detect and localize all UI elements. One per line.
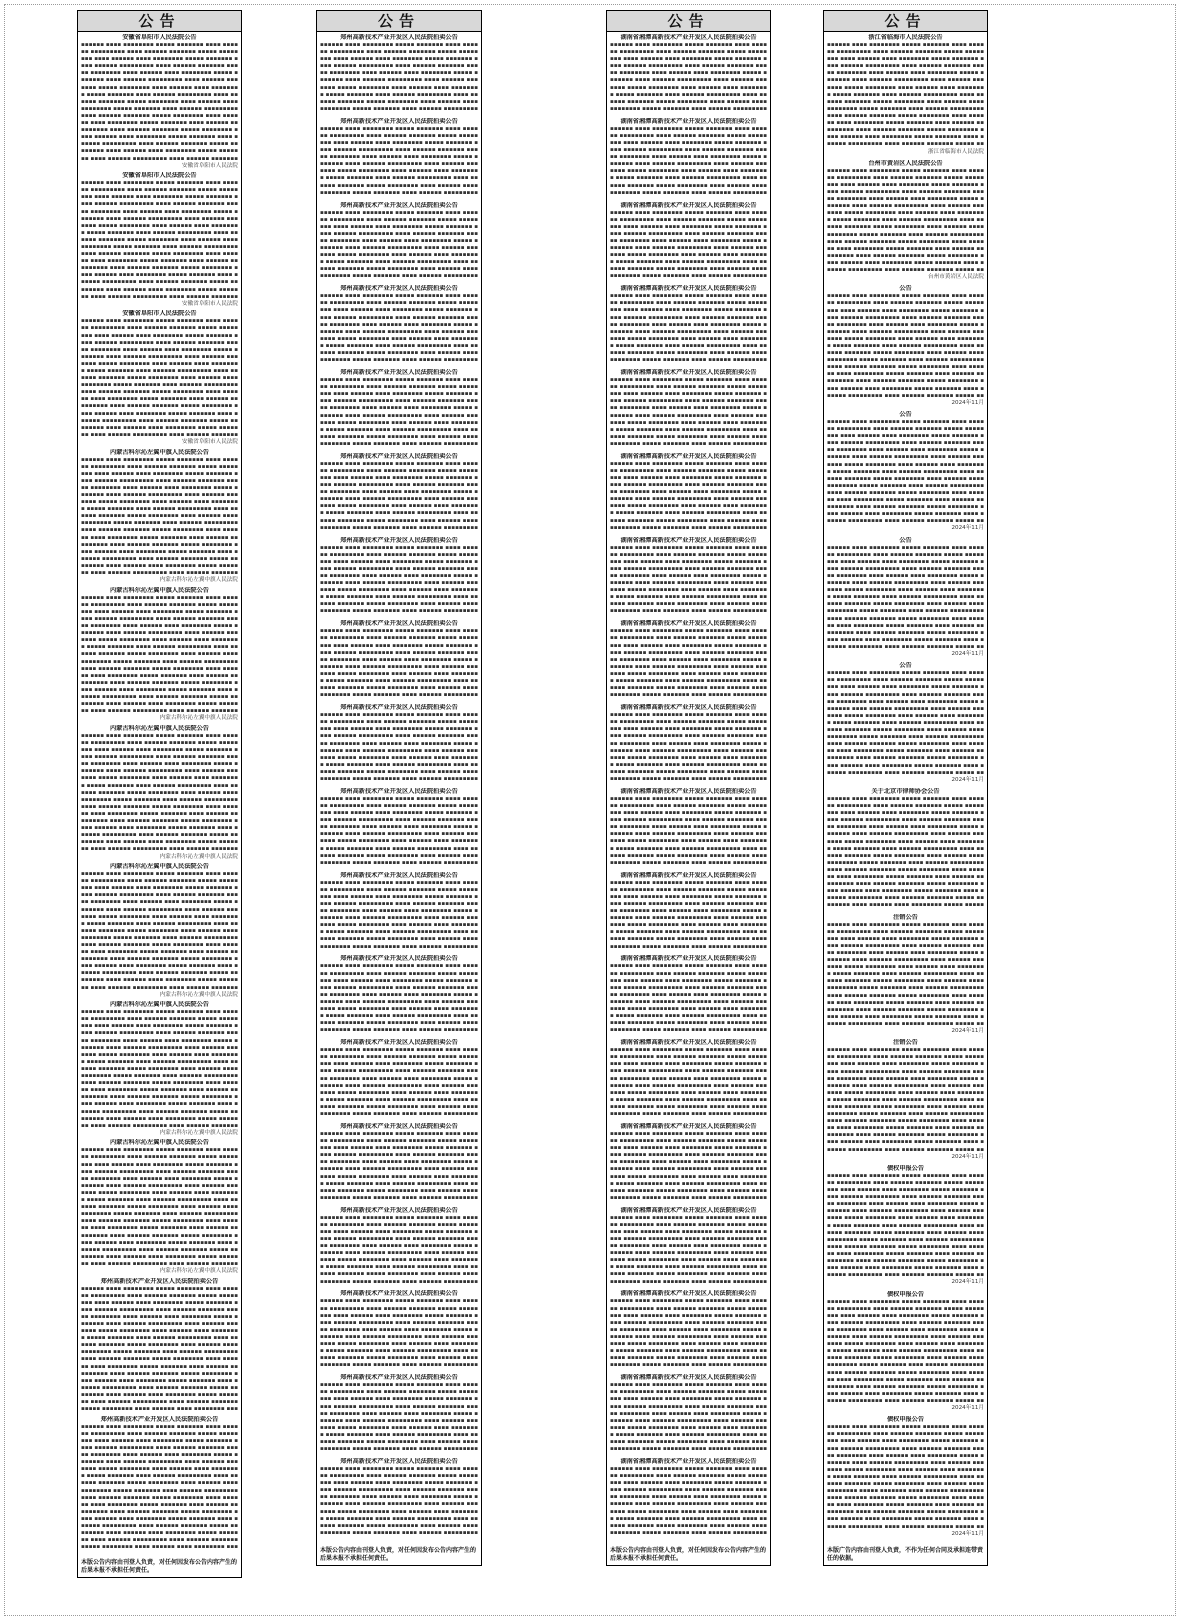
notice-body-text: ▪▪▪▪▪▪ ▪▪▪▪ ▪▪▪▪▪▪▪▪ ▪▪▪▪▪ ▪▪▪▪▪▪▪ ▪▪▪▪ ▪▪▪▪▪▪ ▪▪▪▪▪▪▪▪▪ ▪▪▪▪ ▪▪▪▪▪▪ ▪▪▪▪▪▪▪ ▪▪▪▪▪ ▪▪▪▪▪▪▪▪ ▪▪▪▪ ▪▪▪▪▪▪ ▪▪▪▪ ▪▪▪▪▪▪▪▪ ▪▪▪▪▪ ▪▪▪▪▪▪▪ ▪▪▪▪ ▪▪▪▪▪▪ ▪▪▪▪▪▪▪▪▪ ▪▪▪▪ ▪▪▪▪▪▪ ▪▪▪▪▪▪▪ ▪▪▪▪▪ ▪▪▪▪▪▪▪▪ ▪▪▪▪ ▪▪▪▪▪▪ ▪▪▪▪ ▪▪▪▪▪▪▪▪ ▪▪▪▪▪ ▪▪▪▪▪▪▪ ▪▪▪▪ ▪▪▪▪▪▪ ▪▪▪▪▪▪▪▪▪ ▪▪▪▪ ▪▪▪▪▪▪ ▪▪▪▪▪▪▪ ▪▪▪▪▪ ▪▪▪▪▪▪▪▪ ▪▪▪▪ ▪▪▪▪▪▪ ▪▪▪▪ ▪▪▪▪▪▪▪▪ ▪▪▪▪▪ ▪▪▪▪▪▪▪ ▪▪▪▪ ▪▪▪▪▪▪ ▪▪▪▪▪▪▪▪▪ ▪▪▪▪ ▪▪▪▪▪▪ ▪▪▪▪▪▪▪ ▪▪▪▪▪ ▪▪▪▪▪▪▪▪ ▪▪▪▪ ▪▪▪▪▪▪ ▪▪▪▪ ▪▪▪▪▪▪▪▪ ▪▪▪▪▪ ▪▪▪▪▪▪▪ ▪▪▪▪ ▪▪▪▪▪▪ ▪▪▪▪▪▪▪▪▪ — [610, 377, 767, 447]
notice-signature: 内蒙古科尔沁左翼中旗人民法院 — [159, 1129, 238, 1136]
notice-body-text: ▪▪▪▪▪▪ ▪▪▪▪ ▪▪▪▪▪▪▪▪ ▪▪▪▪▪ ▪▪▪▪▪▪▪ ▪▪▪▪ ▪▪▪▪▪▪ ▪▪▪▪▪▪▪▪▪ ▪▪▪▪ ▪▪▪▪▪▪ ▪▪▪▪▪▪▪ ▪▪▪▪▪ ▪▪▪▪▪▪▪▪ ▪▪▪▪ ▪▪▪▪▪▪ ▪▪▪▪ ▪▪▪▪▪▪▪▪ ▪▪▪▪▪ ▪▪▪▪▪▪▪ ▪▪▪▪ ▪▪▪▪▪▪ ▪▪▪▪▪▪▪▪▪ ▪▪▪▪ ▪▪▪▪▪▪ ▪▪▪▪▪▪▪ ▪▪▪▪▪ ▪▪▪▪▪▪▪▪ ▪▪▪▪ ▪▪▪▪▪▪ ▪▪▪▪ ▪▪▪▪▪▪▪▪ ▪▪▪▪▪ ▪▪▪▪▪▪▪ ▪▪▪▪ ▪▪▪▪▪▪ ▪▪▪▪▪▪▪▪▪ ▪▪▪▪ ▪▪▪▪▪▪ ▪▪▪▪▪▪▪ ▪▪▪▪▪ ▪▪▪▪▪▪▪▪ ▪▪▪▪ ▪▪▪▪▪▪ ▪▪▪▪ ▪▪▪▪▪▪▪▪ ▪▪▪▪▪ ▪▪▪▪▪▪▪ ▪▪▪▪ ▪▪▪▪▪▪ ▪▪▪▪▪▪▪▪▪ ▪▪▪▪ ▪▪▪▪▪▪ ▪▪▪▪▪▪▪ ▪▪▪▪▪ ▪▪▪▪▪▪▪▪ ▪▪▪▪ ▪▪▪▪▪▪ ▪▪▪▪ ▪▪▪▪▪▪▪▪ ▪▪▪▪▪ ▪▪▪▪▪▪▪ ▪▪▪▪ ▪▪▪▪▪▪ ▪▪▪▪▪▪▪▪▪ — [610, 1466, 767, 1536]
notice-body-text: ▪▪▪▪▪▪ ▪▪▪▪ ▪▪▪▪▪▪▪▪ ▪▪▪▪▪ ▪▪▪▪▪▪▪ ▪▪▪▪ ▪▪▪▪▪▪ ▪▪▪▪▪▪▪▪▪ ▪▪▪▪ ▪▪▪▪▪▪ ▪▪▪▪▪▪▪ ▪▪▪▪▪ ▪▪▪▪▪▪▪▪ ▪▪▪▪ ▪▪▪▪▪▪ ▪▪▪▪ ▪▪▪▪▪▪▪▪ ▪▪▪▪▪ ▪▪▪▪▪▪▪ ▪▪▪▪ ▪▪▪▪▪▪ ▪▪▪▪▪▪▪▪▪ ▪▪▪▪ ▪▪▪▪▪▪ ▪▪▪▪▪▪▪ ▪▪▪▪▪ ▪▪▪▪▪▪▪▪ ▪▪▪▪ ▪▪▪▪▪▪ ▪▪▪▪ ▪▪▪▪▪▪▪▪ ▪▪▪▪▪ ▪▪▪▪▪▪▪ ▪▪▪▪ ▪▪▪▪▪▪ ▪▪▪▪▪▪▪▪▪ ▪▪▪▪ ▪▪▪▪▪▪ ▪▪▪▪▪▪▪ ▪▪▪▪▪ ▪▪▪▪▪▪▪▪ ▪▪▪▪ ▪▪▪▪▪▪ ▪▪▪▪ ▪▪▪▪▪▪▪▪ ▪▪▪▪▪ ▪▪▪▪▪▪▪ ▪▪▪▪ ▪▪▪▪▪▪ ▪▪▪▪▪▪▪▪▪ ▪▪▪▪ ▪▪▪▪▪▪ ▪▪▪▪▪▪▪ ▪▪▪▪▪ ▪▪▪▪▪▪▪▪ ▪▪▪▪ ▪▪▪▪▪▪ ▪▪▪▪ ▪▪▪▪▪▪▪▪ ▪▪▪▪▪ ▪▪▪▪▪▪▪ ▪▪▪▪ ▪▪▪▪▪▪ ▪▪▪▪▪▪▪▪▪ ▪▪▪▪ ▪▪▪▪▪▪ ▪▪▪▪▪▪▪ ▪▪▪▪▪ ▪▪▪▪▪▪▪▪ ▪▪▪▪ ▪▪▪▪▪▪ ▪▪▪▪ ▪▪▪▪▪▪▪▪ ▪▪▪▪▪ ▪▪▪▪▪▪▪ ▪▪▪▪ ▪▪▪▪▪▪ ▪▪▪▪▪▪▪▪▪ ▪▪▪▪ ▪▪▪▪▪▪ ▪▪▪▪▪▪▪ ▪▪▪▪▪ ▪▪▪▪▪▪▪▪ ▪▪▪▪ ▪▪▪▪▪▪ ▪▪▪▪ ▪▪▪▪▪▪▪▪ ▪▪▪▪▪ ▪▪▪▪▪▪▪ ▪▪▪▪ ▪▪▪▪▪▪ ▪▪▪▪▪▪▪▪▪ ▪▪▪▪ ▪▪▪▪▪▪ ▪▪▪▪▪▪▪ ▪▪▪▪▪ ▪▪▪▪▪▪▪▪ ▪▪▪▪ ▪▪▪▪▪▪ ▪▪▪▪ ▪▪▪▪▪▪▪▪ ▪▪▪▪▪ ▪▪▪▪▪▪▪ ▪▪▪▪ ▪▪▪▪▪▪ ▪▪▪▪▪▪▪▪▪ ▪▪▪▪ ▪▪▪▪▪▪ ▪▪▪▪▪▪▪ — [81, 42, 238, 162]
notice-signature: 2024年11月 — [951, 1405, 984, 1412]
notice-signature: 2024年11月 — [951, 651, 984, 658]
column-disclaimer: 本版公告内容由刊登人负责，对任何因发布公告内容产生的后果本报不承担任何责任。 — [610, 1547, 767, 1562]
notice-body-text: ▪▪▪▪▪▪ ▪▪▪▪ ▪▪▪▪▪▪▪▪ ▪▪▪▪▪ ▪▪▪▪▪▪▪ ▪▪▪▪ ▪▪▪▪▪▪ ▪▪▪▪▪▪▪▪▪ ▪▪▪▪ ▪▪▪▪▪▪ ▪▪▪▪▪▪▪ ▪▪▪▪▪ ▪▪▪▪▪▪▪▪ ▪▪▪▪ ▪▪▪▪▪▪ ▪▪▪▪ ▪▪▪▪▪▪▪▪ ▪▪▪▪▪ ▪▪▪▪▪▪▪ ▪▪▪▪ ▪▪▪▪▪▪ ▪▪▪▪▪▪▪▪▪ ▪▪▪▪ ▪▪▪▪▪▪ ▪▪▪▪▪▪▪ ▪▪▪▪▪ ▪▪▪▪▪▪▪▪ ▪▪▪▪ ▪▪▪▪▪▪ ▪▪▪▪ ▪▪▪▪▪▪▪▪ ▪▪▪▪▪ ▪▪▪▪▪▪▪ ▪▪▪▪ ▪▪▪▪▪▪ ▪▪▪▪▪▪▪▪▪ ▪▪▪▪ ▪▪▪▪▪▪ ▪▪▪▪▪▪▪ ▪▪▪▪▪ ▪▪▪▪▪▪▪▪ ▪▪▪▪ ▪▪▪▪▪▪ ▪▪▪▪ ▪▪▪▪▪▪▪▪ ▪▪▪▪▪ ▪▪▪▪▪▪▪ ▪▪▪▪ ▪▪▪▪▪▪ ▪▪▪▪▪▪▪▪▪ ▪▪▪▪ ▪▪▪▪▪▪ ▪▪▪▪▪▪▪ ▪▪▪▪▪ ▪▪▪▪▪▪▪▪ ▪▪▪▪ ▪▪▪▪▪▪ ▪▪▪▪ ▪▪▪▪▪▪▪▪ ▪▪▪▪▪ ▪▪▪▪▪▪▪ ▪▪▪▪ ▪▪▪▪▪▪ ▪▪▪▪▪▪▪▪▪ — [610, 795, 767, 866]
notice-item — [320, 872, 478, 954]
notice-body-text: ▪▪▪▪▪▪ ▪▪▪▪ ▪▪▪▪▪▪▪▪ ▪▪▪▪▪ ▪▪▪▪▪▪▪ ▪▪▪▪ ▪▪▪▪▪▪ ▪▪▪▪▪▪▪▪▪ ▪▪▪▪ ▪▪▪▪▪▪ ▪▪▪▪▪▪▪ ▪▪▪▪▪ ▪▪▪▪▪▪▪▪ ▪▪▪▪ ▪▪▪▪▪▪ ▪▪▪▪ ▪▪▪▪▪▪▪▪ ▪▪▪▪▪ ▪▪▪▪▪▪▪ ▪▪▪▪ ▪▪▪▪▪▪ ▪▪▪▪▪▪▪▪▪ ▪▪▪▪ ▪▪▪▪▪▪ ▪▪▪▪▪▪▪ ▪▪▪▪▪ ▪▪▪▪▪▪▪▪ ▪▪▪▪ ▪▪▪▪▪▪ ▪▪▪▪ ▪▪▪▪▪▪▪▪ ▪▪▪▪▪ ▪▪▪▪▪▪▪ ▪▪▪▪ ▪▪▪▪▪▪ ▪▪▪▪▪▪▪▪▪ ▪▪▪▪ ▪▪▪▪▪▪ ▪▪▪▪▪▪▪ ▪▪▪▪▪ ▪▪▪▪▪▪▪▪ ▪▪▪▪ ▪▪▪▪▪▪ ▪▪▪▪ ▪▪▪▪▪▪▪▪ ▪▪▪▪▪ ▪▪▪▪▪▪▪ ▪▪▪▪ ▪▪▪▪▪▪ ▪▪▪▪▪▪▪▪▪ ▪▪▪▪ ▪▪▪▪▪▪ ▪▪▪▪▪▪▪ ▪▪▪▪▪ ▪▪▪▪▪▪▪▪ ▪▪▪▪ ▪▪▪▪▪▪ ▪▪▪▪ ▪▪▪▪▪▪▪▪ ▪▪▪▪▪ ▪▪▪▪▪▪▪ ▪▪▪▪ ▪▪▪▪▪▪ ▪▪▪▪▪▪▪▪▪ — [320, 1466, 478, 1536]
notice-heading: 湖南省湘潭高新技术产业开发区人民法院拍卖公告 — [620, 1458, 757, 1466]
notice-heading: 安徽省阜阳市人民法院公告 — [122, 34, 197, 41]
notice-heading: 公告 — [899, 410, 912, 418]
notice-heading: 郑州高新技术产业开发区人民法院拍卖公告 — [340, 1458, 458, 1466]
notice-item — [81, 1001, 238, 1137]
notice-item — [320, 1207, 478, 1289]
notice-item — [320, 955, 478, 1037]
notice-signature: 2024年11月 — [951, 525, 984, 532]
notice-heading: 内蒙古科尔沁左翼中旗人民法院公告 — [110, 448, 209, 456]
notice-heading: 郑州高新技术产业开发区人民法院拍卖公告 — [340, 201, 458, 209]
notice-item — [610, 1207, 767, 1289]
notice-body-text: ▪▪▪▪▪▪ ▪▪▪▪ ▪▪▪▪▪▪▪▪ ▪▪▪▪▪ ▪▪▪▪▪▪▪ ▪▪▪▪ ▪▪▪▪▪▪ ▪▪▪▪▪▪▪▪▪ ▪▪▪▪ ▪▪▪▪▪▪ ▪▪▪▪▪▪▪ ▪▪▪▪▪ ▪▪▪▪▪▪▪▪ ▪▪▪▪ ▪▪▪▪▪▪ ▪▪▪▪ ▪▪▪▪▪▪▪▪ ▪▪▪▪▪ ▪▪▪▪▪▪▪ ▪▪▪▪ ▪▪▪▪▪▪ ▪▪▪▪▪▪▪▪▪ ▪▪▪▪ ▪▪▪▪▪▪ ▪▪▪▪▪▪▪ ▪▪▪▪▪ ▪▪▪▪▪▪▪▪ ▪▪▪▪ ▪▪▪▪▪▪ ▪▪▪▪ ▪▪▪▪▪▪▪▪ ▪▪▪▪▪ ▪▪▪▪▪▪▪ ▪▪▪▪ ▪▪▪▪▪▪ ▪▪▪▪▪▪▪▪▪ ▪▪▪▪ ▪▪▪▪▪▪ ▪▪▪▪▪▪▪ ▪▪▪▪▪ ▪▪▪▪▪▪▪▪ ▪▪▪▪ ▪▪▪▪▪▪ ▪▪▪▪ ▪▪▪▪▪▪▪▪ ▪▪▪▪▪ ▪▪▪▪▪▪▪ ▪▪▪▪ ▪▪▪▪▪▪ ▪▪▪▪▪▪▪▪▪ ▪▪▪▪ ▪▪▪▪▪▪ ▪▪▪▪▪▪▪ ▪▪▪▪▪ ▪▪▪▪▪▪▪▪ ▪▪▪▪ ▪▪▪▪▪▪ ▪▪▪▪ ▪▪▪▪▪▪▪▪ ▪▪▪▪▪ ▪▪▪▪▪▪▪ ▪▪▪▪ ▪▪▪▪▪▪ ▪▪▪▪▪▪▪▪▪ ▪▪▪▪ ▪▪▪▪▪▪ ▪▪▪▪▪▪▪ ▪▪▪▪▪ ▪▪▪▪▪▪▪▪ ▪▪▪▪ ▪▪▪▪▪▪ ▪▪▪▪ ▪▪▪▪▪▪▪▪ ▪▪▪▪▪ ▪▪▪▪▪▪▪ ▪▪▪▪ ▪▪▪▪▪▪ ▪▪▪▪▪▪▪▪▪ ▪▪▪▪ ▪▪▪▪▪▪ ▪▪▪▪▪▪▪ ▪▪▪▪▪ ▪▪▪▪▪▪▪▪ ▪▪▪▪ ▪▪▪▪▪▪ ▪▪▪▪ ▪▪▪▪▪▪▪▪ ▪▪▪▪▪ ▪▪▪▪▪▪▪ ▪▪▪▪ ▪▪▪▪▪▪ ▪▪▪▪▪▪▪▪▪ ▪▪▪▪ ▪▪▪▪▪▪ ▪▪▪▪▪▪▪ ▪▪▪▪▪ ▪▪▪▪▪▪▪▪ ▪▪▪▪ ▪▪▪▪▪▪ ▪▪▪▪ ▪▪▪▪▪▪▪▪ ▪▪▪▪▪ ▪▪▪▪▪▪▪ ▪▪▪▪ ▪▪▪▪▪▪ ▪▪▪▪▪▪▪▪▪ ▪▪▪▪ ▪▪▪▪▪▪ ▪▪▪▪▪▪▪ — [81, 1009, 238, 1129]
notice-body-text: ▪▪▪▪▪▪ ▪▪▪▪ ▪▪▪▪▪▪▪▪ ▪▪▪▪▪ ▪▪▪▪▪▪▪ ▪▪▪▪ ▪▪▪▪▪▪ ▪▪▪▪▪▪▪▪▪ ▪▪▪▪ ▪▪▪▪▪▪ ▪▪▪▪▪▪▪ ▪▪▪▪▪ ▪▪▪▪▪▪▪▪ ▪▪▪▪ ▪▪▪▪▪▪ ▪▪▪▪ ▪▪▪▪▪▪▪▪ ▪▪▪▪▪ ▪▪▪▪▪▪▪ ▪▪▪▪ ▪▪▪▪▪▪ ▪▪▪▪▪▪▪▪▪ ▪▪▪▪ ▪▪▪▪▪▪ ▪▪▪▪▪▪▪ ▪▪▪▪▪ ▪▪▪▪▪▪▪▪ ▪▪▪▪ ▪▪▪▪▪▪ ▪▪▪▪ ▪▪▪▪▪▪▪▪ ▪▪▪▪▪ ▪▪▪▪▪▪▪ ▪▪▪▪ ▪▪▪▪▪▪ ▪▪▪▪▪▪▪▪▪ ▪▪▪▪ ▪▪▪▪▪▪ ▪▪▪▪▪▪▪ ▪▪▪▪▪ ▪▪▪▪▪▪▪▪ ▪▪▪▪ ▪▪▪▪▪▪ ▪▪▪▪ ▪▪▪▪▪▪▪▪ ▪▪▪▪▪ ▪▪▪▪▪▪▪ ▪▪▪▪ ▪▪▪▪▪▪ ▪▪▪▪▪▪▪▪▪ ▪▪▪▪ ▪▪▪▪▪▪ ▪▪▪▪▪▪▪ ▪▪▪▪▪ ▪▪▪▪▪▪▪▪ ▪▪▪▪ ▪▪▪▪▪▪ ▪▪▪▪ ▪▪▪▪▪▪▪▪ ▪▪▪▪▪ ▪▪▪▪▪▪▪ ▪▪▪▪ ▪▪▪▪▪▪ ▪▪▪▪▪▪▪▪▪ ▪▪▪▪ ▪▪▪▪▪▪ ▪▪▪▪▪▪▪ ▪▪▪▪▪ ▪▪▪▪▪▪▪▪ ▪▪▪▪ ▪▪▪▪▪▪ ▪▪▪▪ ▪▪▪▪▪▪▪▪ ▪▪▪▪▪ ▪▪▪▪▪▪▪ ▪▪▪▪ ▪▪▪▪▪▪ ▪▪▪▪▪▪▪▪▪ ▪▪▪▪ ▪▪▪▪▪▪ ▪▪▪▪▪▪▪ ▪▪▪▪▪ ▪▪▪▪▪▪▪▪ ▪▪▪▪ ▪▪▪▪▪▪ ▪▪▪▪ ▪▪▪▪▪▪▪▪ ▪▪▪▪▪ ▪▪▪▪▪▪▪ ▪▪▪▪ ▪▪▪▪▪▪ ▪▪▪▪▪▪▪▪▪ ▪▪▪▪ ▪▪▪▪▪▪ ▪▪▪▪▪▪▪ ▪▪▪▪▪ ▪▪ — [827, 1424, 984, 1530]
notice-item — [610, 453, 767, 535]
notice-item — [320, 118, 478, 200]
notice-body-text: ▪▪▪▪▪▪ ▪▪▪▪ ▪▪▪▪▪▪▪▪ ▪▪▪▪▪ ▪▪▪▪▪▪▪ ▪▪▪▪ ▪▪▪▪▪▪ ▪▪▪▪▪▪▪▪▪ ▪▪▪▪ ▪▪▪▪▪▪ ▪▪▪▪▪▪▪ ▪▪▪▪▪ ▪▪▪▪▪▪▪▪ ▪▪▪▪ ▪▪▪▪▪▪ ▪▪▪▪ ▪▪▪▪▪▪▪▪ ▪▪▪▪▪ ▪▪▪▪▪▪▪ ▪▪▪▪ ▪▪▪▪▪▪ ▪▪▪▪▪▪▪▪▪ ▪▪▪▪ ▪▪▪▪▪▪ ▪▪▪▪▪▪▪ ▪▪▪▪▪ ▪▪▪▪▪▪▪▪ ▪▪▪▪ ▪▪▪▪▪▪ ▪▪▪▪ ▪▪▪▪▪▪▪▪ ▪▪▪▪▪ ▪▪▪▪▪▪▪ ▪▪▪▪ ▪▪▪▪▪▪ ▪▪▪▪▪▪▪▪▪ ▪▪▪▪ ▪▪▪▪▪▪ ▪▪▪▪▪▪▪ ▪▪▪▪▪ ▪▪▪▪▪▪▪▪ ▪▪▪▪ ▪▪▪▪▪▪ ▪▪▪▪ ▪▪▪▪▪▪▪▪ ▪▪▪▪▪ ▪▪▪▪▪▪▪ ▪▪▪▪ ▪▪▪▪▪▪ ▪▪▪▪▪▪▪▪▪ ▪▪▪▪ ▪▪▪▪▪▪ ▪▪▪▪▪▪▪ ▪▪▪▪▪ ▪▪▪▪▪▪▪▪ ▪▪▪▪ ▪▪▪▪▪▪ ▪▪▪▪ ▪▪▪▪▪▪▪▪ ▪▪▪▪▪ ▪▪▪▪▪▪▪ ▪▪▪▪ ▪▪▪▪▪▪ ▪▪▪▪▪▪▪▪▪ ▪▪▪▪ ▪▪▪▪▪▪ ▪▪▪▪▪▪▪ ▪▪▪▪▪ ▪▪▪▪▪▪▪▪ ▪▪▪▪ ▪▪▪▪▪▪ ▪▪▪▪ ▪▪▪▪▪▪▪▪ ▪▪▪▪▪ ▪▪▪▪▪▪▪ ▪▪▪▪ ▪▪▪▪▪▪ ▪▪▪▪▪▪▪▪▪ ▪▪▪▪ ▪▪▪▪▪▪ ▪▪▪▪▪▪▪ ▪▪▪▪▪ ▪▪▪▪▪▪▪▪ ▪▪▪▪ ▪▪▪▪▪▪ ▪▪▪▪ ▪▪▪▪▪▪▪▪ ▪▪▪▪▪ ▪▪▪▪▪▪▪ ▪▪▪▪ ▪▪▪▪▪▪ ▪▪▪▪▪▪▪▪▪ ▪▪▪▪ ▪▪▪▪▪▪ ▪▪▪▪▪▪▪ ▪▪▪▪▪ ▪▪ — [827, 1298, 984, 1404]
notice-item — [827, 411, 984, 535]
notice-body-text: ▪▪▪▪▪▪ ▪▪▪▪ ▪▪▪▪▪▪▪▪ ▪▪▪▪▪ ▪▪▪▪▪▪▪ ▪▪▪▪ ▪▪▪▪▪▪ ▪▪▪▪▪▪▪▪▪ ▪▪▪▪ ▪▪▪▪▪▪ ▪▪▪▪▪▪▪ ▪▪▪▪▪ ▪▪▪▪▪▪▪▪ ▪▪▪▪ ▪▪▪▪▪▪ ▪▪▪▪ ▪▪▪▪▪▪▪▪ ▪▪▪▪▪ ▪▪▪▪▪▪▪ ▪▪▪▪ ▪▪▪▪▪▪ ▪▪▪▪▪▪▪▪▪ ▪▪▪▪ ▪▪▪▪▪▪ ▪▪▪▪▪▪▪ ▪▪▪▪▪ ▪▪▪▪▪▪▪▪ ▪▪▪▪ ▪▪▪▪▪▪ ▪▪▪▪ ▪▪▪▪▪▪▪▪ ▪▪▪▪▪ ▪▪▪▪▪▪▪ ▪▪▪▪ ▪▪▪▪▪▪ ▪▪▪▪▪▪▪▪▪ ▪▪▪▪ ▪▪▪▪▪▪ ▪▪▪▪▪▪▪ ▪▪▪▪▪ ▪▪▪▪▪▪▪▪ ▪▪▪▪ ▪▪▪▪▪▪ ▪▪▪▪ ▪▪▪▪▪▪▪▪ ▪▪▪▪▪ ▪▪▪▪▪▪▪ ▪▪▪▪ ▪▪▪▪▪▪ ▪▪▪▪▪▪▪▪▪ ▪▪▪▪ ▪▪▪▪▪▪ ▪▪▪▪▪▪▪ ▪▪▪▪▪ ▪▪▪▪▪▪▪▪ ▪▪▪▪ ▪▪▪▪▪▪ ▪▪▪▪ ▪▪▪▪▪▪▪▪ ▪▪▪▪▪ ▪▪▪▪▪▪▪ ▪▪▪▪ ▪▪▪▪▪▪ ▪▪▪▪▪▪▪▪▪ ▪▪▪▪ ▪▪▪▪▪▪ ▪▪▪▪▪▪▪ ▪▪▪▪▪ ▪▪▪▪▪▪▪▪ ▪▪▪▪ ▪▪▪▪▪▪ ▪▪▪▪ ▪▪▪▪▪▪▪▪ ▪▪▪▪▪ ▪▪▪▪▪▪▪ ▪▪▪▪ ▪▪▪▪▪▪ ▪▪▪▪▪▪▪▪▪ ▪▪▪▪ ▪▪▪▪▪▪ ▪▪▪▪▪▪▪ ▪▪▪▪▪ ▪▪▪▪▪▪▪▪ ▪▪▪▪ ▪▪▪▪▪▪ ▪▪▪▪ ▪▪▪▪▪▪▪▪ ▪▪▪▪▪ ▪▪▪▪▪▪▪ ▪▪▪▪ ▪▪▪▪▪▪ ▪▪▪▪▪▪▪▪▪ ▪▪▪▪ ▪▪▪▪▪▪ ▪▪▪▪▪▪▪ ▪▪▪▪▪ ▪▪ — [827, 1172, 984, 1279]
notice-item — [610, 285, 767, 367]
notice-body-text: ▪▪▪▪▪▪ ▪▪▪▪ ▪▪▪▪▪▪▪▪ ▪▪▪▪▪ ▪▪▪▪▪▪▪ ▪▪▪▪ ▪▪▪▪▪▪ ▪▪▪▪▪▪▪▪▪ ▪▪▪▪ ▪▪▪▪▪▪ ▪▪▪▪▪▪▪ ▪▪▪▪▪ ▪▪▪▪▪▪▪▪ ▪▪▪▪ ▪▪▪▪▪▪ ▪▪▪▪ ▪▪▪▪▪▪▪▪ ▪▪▪▪▪ ▪▪▪▪▪▪▪ ▪▪▪▪ ▪▪▪▪▪▪ ▪▪▪▪▪▪▪▪▪ ▪▪▪▪ ▪▪▪▪▪▪ ▪▪▪▪▪▪▪ ▪▪▪▪▪ ▪▪▪▪▪▪▪▪ ▪▪▪▪ ▪▪▪▪▪▪ ▪▪▪▪ ▪▪▪▪▪▪▪▪ ▪▪▪▪▪ ▪▪▪▪▪▪▪ ▪▪▪▪ ▪▪▪▪▪▪ ▪▪▪▪▪▪▪▪▪ ▪▪▪▪ ▪▪▪▪▪▪ ▪▪▪▪▪▪▪ ▪▪▪▪▪ ▪▪▪▪▪▪▪▪ ▪▪▪▪ ▪▪▪▪▪▪ ▪▪▪▪ ▪▪▪▪▪▪▪▪ ▪▪▪▪▪ ▪▪▪▪▪▪▪ ▪▪▪▪ ▪▪▪▪▪▪ ▪▪▪▪▪▪▪▪▪ ▪▪▪▪ ▪▪▪▪▪▪ ▪▪▪▪▪▪▪ ▪▪▪▪▪ ▪▪▪▪▪▪▪▪ ▪▪▪▪ ▪▪▪▪▪▪ ▪▪▪▪ ▪▪▪▪▪▪▪▪ ▪▪▪▪▪ ▪▪▪▪▪▪▪ ▪▪▪▪ ▪▪▪▪▪▪ ▪▪▪▪▪▪▪▪▪ — [610, 1214, 767, 1285]
notice-body-text: ▪▪▪▪▪▪ ▪▪▪▪ ▪▪▪▪▪▪▪▪ ▪▪▪▪▪ ▪▪▪▪▪▪▪ ▪▪▪▪ ▪▪▪▪▪▪ ▪▪▪▪▪▪▪▪▪ ▪▪▪▪ ▪▪▪▪▪▪ ▪▪▪▪▪▪▪ ▪▪▪▪▪ ▪▪▪▪▪▪▪▪ ▪▪▪▪ ▪▪▪▪▪▪ ▪▪▪▪ ▪▪▪▪▪▪▪▪ ▪▪▪▪▪ ▪▪▪▪▪▪▪ ▪▪▪▪ ▪▪▪▪▪▪ ▪▪▪▪▪▪▪▪▪ ▪▪▪▪ ▪▪▪▪▪▪ ▪▪▪▪▪▪▪ ▪▪▪▪▪ ▪▪▪▪▪▪▪▪ ▪▪▪▪ ▪▪▪▪▪▪ ▪▪▪▪ ▪▪▪▪▪▪▪▪ ▪▪▪▪▪ ▪▪▪▪▪▪▪ ▪▪▪▪ ▪▪▪▪▪▪ ▪▪▪▪▪▪▪▪▪ ▪▪▪▪ ▪▪▪▪▪▪ ▪▪▪▪▪▪▪ ▪▪▪▪▪ ▪▪▪▪▪▪▪▪ ▪▪▪▪ ▪▪▪▪▪▪ ▪▪▪▪ ▪▪▪▪▪▪▪▪ ▪▪▪▪▪ ▪▪▪▪▪▪▪ ▪▪▪▪ ▪▪▪▪▪▪ ▪▪▪▪▪▪▪▪▪ ▪▪▪▪ ▪▪▪▪▪▪ ▪▪▪▪▪▪▪ ▪▪▪▪▪ ▪▪▪▪▪▪▪▪ ▪▪▪▪ ▪▪▪▪▪▪ ▪▪▪▪ ▪▪▪▪▪▪▪▪ ▪▪▪▪▪ ▪▪▪▪▪▪▪ ▪▪▪▪ ▪▪▪▪▪▪ ▪▪▪▪▪▪▪▪▪ ▪▪▪▪ ▪▪▪▪▪▪ ▪▪▪▪▪▪▪ ▪▪▪▪▪ ▪▪▪▪▪▪▪▪ ▪▪▪▪ ▪▪▪▪▪▪ ▪▪▪▪ ▪▪▪▪▪▪▪▪ ▪▪▪▪▪ ▪▪▪▪▪▪▪ ▪▪▪▪ ▪▪▪▪▪▪ ▪▪▪▪▪▪▪▪▪ ▪▪▪▪ ▪▪▪▪▪▪ ▪▪▪▪▪▪▪ ▪▪▪▪▪ ▪▪▪▪▪▪▪▪ ▪▪▪▪ ▪▪▪▪▪▪ ▪▪▪▪ ▪▪▪▪▪▪▪▪ ▪▪▪▪▪ ▪▪▪▪▪▪▪ ▪▪▪▪ ▪▪▪▪▪▪ ▪▪▪▪▪▪▪▪▪ ▪▪▪▪ ▪▪▪▪▪▪ ▪▪▪▪▪▪▪ ▪▪▪▪▪ ▪▪▪▪▪▪▪▪ ▪▪▪▪ ▪▪▪▪▪▪ ▪▪▪▪ ▪▪▪▪▪▪▪▪ ▪▪▪▪▪ ▪▪▪▪▪▪▪ ▪▪▪▪ ▪▪▪▪▪▪ ▪▪▪▪▪▪▪▪▪ ▪▪▪▪ ▪▪▪▪▪▪ ▪▪▪▪▪▪▪ — [81, 594, 238, 715]
notice-heading: 湖南省湘潭高新技术产业开发区人民法院拍卖公告 — [620, 369, 757, 377]
notice-item — [320, 788, 478, 870]
notice-body-text: ▪▪▪▪▪▪ ▪▪▪▪ ▪▪▪▪▪▪▪▪ ▪▪▪▪▪ ▪▪▪▪▪▪▪ ▪▪▪▪ ▪▪▪▪▪▪ ▪▪▪▪▪▪▪▪▪ ▪▪▪▪ ▪▪▪▪▪▪ ▪▪▪▪▪▪▪ ▪▪▪▪▪ ▪▪▪▪▪▪▪▪ ▪▪▪▪ ▪▪▪▪▪▪ ▪▪▪▪ ▪▪▪▪▪▪▪▪ ▪▪▪▪▪ ▪▪▪▪▪▪▪ ▪▪▪▪ ▪▪▪▪▪▪ ▪▪▪▪▪▪▪▪▪ ▪▪▪▪ ▪▪▪▪▪▪ ▪▪▪▪▪▪▪ ▪▪▪▪▪ ▪▪▪▪▪▪▪▪ ▪▪▪▪ ▪▪▪▪▪▪ ▪▪▪▪ ▪▪▪▪▪▪▪▪ ▪▪▪▪▪ ▪▪▪▪▪▪▪ ▪▪▪▪ ▪▪▪▪▪▪ ▪▪▪▪▪▪▪▪▪ ▪▪▪▪ ▪▪▪▪▪▪ ▪▪▪▪▪▪▪ ▪▪▪▪▪ ▪▪▪▪▪▪▪▪ ▪▪▪▪ ▪▪▪▪▪▪ ▪▪▪▪ ▪▪▪▪▪▪▪▪ ▪▪▪▪▪ ▪▪▪▪▪▪▪ ▪▪▪▪ ▪▪▪▪▪▪ ▪▪▪▪▪▪▪▪▪ ▪▪▪▪ ▪▪▪▪▪▪ ▪▪▪▪▪▪▪ ▪▪▪▪▪ ▪▪▪▪▪▪▪▪ ▪▪▪▪ ▪▪▪▪▪▪ ▪▪▪▪ ▪▪▪▪▪▪▪▪ ▪▪▪▪▪ ▪▪▪▪▪▪▪ ▪▪▪▪ ▪▪▪▪▪▪ ▪▪▪▪▪▪▪▪▪ — [610, 42, 767, 112]
notice-signature: 2024年11月 — [951, 1028, 984, 1035]
notice-body-text: ▪▪▪▪▪▪ ▪▪▪▪ ▪▪▪▪▪▪▪▪ ▪▪▪▪▪ ▪▪▪▪▪▪▪ ▪▪▪▪ ▪▪▪▪▪▪ ▪▪▪▪▪▪▪▪▪ ▪▪▪▪ ▪▪▪▪▪▪ ▪▪▪▪▪▪▪ ▪▪▪▪▪ ▪▪▪▪▪▪▪▪ ▪▪▪▪ ▪▪▪▪▪▪ ▪▪▪▪ ▪▪▪▪▪▪▪▪ ▪▪▪▪▪ ▪▪▪▪▪▪▪ ▪▪▪▪ ▪▪▪▪▪▪ ▪▪▪▪▪▪▪▪▪ ▪▪▪▪ ▪▪▪▪▪▪ ▪▪▪▪▪▪▪ ▪▪▪▪▪ ▪▪▪▪▪▪▪▪ ▪▪▪▪ ▪▪▪▪▪▪ ▪▪▪▪ ▪▪▪▪▪▪▪▪ ▪▪▪▪▪ ▪▪▪▪▪▪▪ ▪▪▪▪ ▪▪▪▪▪▪ ▪▪▪▪▪▪▪▪▪ ▪▪▪▪ ▪▪▪▪▪▪ ▪▪▪▪▪▪▪ ▪▪▪▪▪ ▪▪▪▪▪▪▪▪ ▪▪▪▪ ▪▪▪▪▪▪ ▪▪▪▪ ▪▪▪▪▪▪▪▪ ▪▪▪▪▪ ▪▪▪▪▪▪▪ ▪▪▪▪ ▪▪▪▪▪▪ ▪▪▪▪▪▪▪▪▪ ▪▪▪▪ ▪▪▪▪▪▪ ▪▪▪▪▪▪▪ ▪▪▪▪▪ ▪▪▪▪▪▪▪▪ ▪▪▪▪ ▪▪▪▪▪▪ ▪▪▪▪ ▪▪▪▪▪▪▪▪ ▪▪▪▪▪ ▪▪▪▪▪▪▪ ▪▪▪▪ ▪▪▪▪▪▪ ▪▪▪▪▪▪▪▪▪ — [610, 879, 767, 950]
notice-item — [827, 1416, 984, 1540]
column-body — [317, 32, 481, 1544]
notice-body-text: ▪▪▪▪▪▪ ▪▪▪▪ ▪▪▪▪▪▪▪▪ ▪▪▪▪▪ ▪▪▪▪▪▪▪ ▪▪▪▪ ▪▪▪▪▪▪ ▪▪▪▪▪▪▪▪▪ ▪▪▪▪ ▪▪▪▪▪▪ ▪▪▪▪▪▪▪ ▪▪▪▪▪ ▪▪▪▪▪▪▪▪ ▪▪▪▪ ▪▪▪▪▪▪ ▪▪▪▪ ▪▪▪▪▪▪▪▪ ▪▪▪▪▪ ▪▪▪▪▪▪▪ ▪▪▪▪ ▪▪▪▪▪▪ ▪▪▪▪▪▪▪▪▪ ▪▪▪▪ ▪▪▪▪▪▪ ▪▪▪▪▪▪▪ ▪▪▪▪▪ ▪▪▪▪▪▪▪▪ ▪▪▪▪ ▪▪▪▪▪▪ ▪▪▪▪ ▪▪▪▪▪▪▪▪ ▪▪▪▪▪ ▪▪▪▪▪▪▪ ▪▪▪▪ ▪▪▪▪▪▪ ▪▪▪▪▪▪▪▪▪ ▪▪▪▪ ▪▪▪▪▪▪ ▪▪▪▪▪▪▪ ▪▪▪▪▪ ▪▪▪▪▪▪▪▪ ▪▪▪▪ ▪▪▪▪▪▪ ▪▪▪▪ ▪▪▪▪▪▪▪▪ ▪▪▪▪▪ ▪▪▪▪▪▪▪ ▪▪▪▪ ▪▪▪▪▪▪ ▪▪▪▪▪▪▪▪▪ ▪▪▪▪ ▪▪▪▪▪▪ ▪▪▪▪▪▪▪ ▪▪▪▪▪ ▪▪▪▪▪▪▪▪ ▪▪▪▪ ▪▪▪▪▪▪ ▪▪▪▪ ▪▪▪▪▪▪▪▪ ▪▪▪▪▪ ▪▪▪▪▪▪▪ ▪▪▪▪ ▪▪▪▪▪▪ ▪▪▪▪▪▪▪▪▪ — [320, 1214, 478, 1285]
notice-item — [610, 1039, 767, 1121]
notice-item — [610, 118, 767, 200]
notice-body-text: ▪▪▪▪▪▪ ▪▪▪▪ ▪▪▪▪▪▪▪▪ ▪▪▪▪▪ ▪▪▪▪▪▪▪ ▪▪▪▪ ▪▪▪▪▪▪ ▪▪▪▪▪▪▪▪▪ ▪▪▪▪ ▪▪▪▪▪▪ ▪▪▪▪▪▪▪ ▪▪▪▪▪ ▪▪▪▪▪▪▪▪ ▪▪▪▪ ▪▪▪▪▪▪ ▪▪▪▪ ▪▪▪▪▪▪▪▪ ▪▪▪▪▪ ▪▪▪▪▪▪▪ ▪▪▪▪ ▪▪▪▪▪▪ ▪▪▪▪▪▪▪▪▪ ▪▪▪▪ ▪▪▪▪▪▪ ▪▪▪▪▪▪▪ ▪▪▪▪▪ ▪▪▪▪▪▪▪▪ ▪▪▪▪ ▪▪▪▪▪▪ ▪▪▪▪ ▪▪▪▪▪▪▪▪ ▪▪▪▪▪ ▪▪▪▪▪▪▪ ▪▪▪▪ ▪▪▪▪▪▪ ▪▪▪▪▪▪▪▪▪ ▪▪▪▪ ▪▪▪▪▪▪ ▪▪▪▪▪▪▪ ▪▪▪▪▪ ▪▪▪▪▪▪▪▪ ▪▪▪▪ ▪▪▪▪▪▪ ▪▪▪▪ ▪▪▪▪▪▪▪▪ ▪▪▪▪▪ ▪▪▪▪▪▪▪ ▪▪▪▪ ▪▪▪▪▪▪ ▪▪▪▪▪▪▪▪▪ ▪▪▪▪ ▪▪▪▪▪▪ ▪▪▪▪▪▪▪ ▪▪▪▪▪ ▪▪▪▪▪▪▪▪ ▪▪▪▪ ▪▪▪▪▪▪ ▪▪▪▪ ▪▪▪▪▪▪▪▪ ▪▪▪▪▪ ▪▪▪▪▪▪▪ ▪▪▪▪ ▪▪▪▪▪▪ ▪▪▪▪▪▪▪▪▪ — [320, 293, 478, 364]
notice-item — [81, 1139, 238, 1275]
notice-heading: 湖南省湘潭高新技术产业开发区人民法院拍卖公告 — [620, 201, 757, 209]
notice-body-text: ▪▪▪▪▪▪ ▪▪▪▪ ▪▪▪▪▪▪▪▪ ▪▪▪▪▪ ▪▪▪▪▪▪▪ ▪▪▪▪ ▪▪▪▪▪▪ ▪▪▪▪▪▪▪▪▪ ▪▪▪▪ ▪▪▪▪▪▪ ▪▪▪▪▪▪▪ ▪▪▪▪▪ ▪▪▪▪▪▪▪▪ ▪▪▪▪ ▪▪▪▪▪▪ ▪▪▪▪ ▪▪▪▪▪▪▪▪ ▪▪▪▪▪ ▪▪▪▪▪▪▪ ▪▪▪▪ ▪▪▪▪▪▪ ▪▪▪▪▪▪▪▪▪ ▪▪▪▪ ▪▪▪▪▪▪ ▪▪▪▪▪▪▪ ▪▪▪▪▪ ▪▪▪▪▪▪▪▪ ▪▪▪▪ ▪▪▪▪▪▪ ▪▪▪▪ ▪▪▪▪▪▪▪▪ ▪▪▪▪▪ ▪▪▪▪▪▪▪ ▪▪▪▪ ▪▪▪▪▪▪ ▪▪▪▪▪▪▪▪▪ ▪▪▪▪ ▪▪▪▪▪▪ ▪▪▪▪▪▪▪ ▪▪▪▪▪ ▪▪▪▪▪▪▪▪ ▪▪▪▪ ▪▪▪▪▪▪ ▪▪▪▪ ▪▪▪▪▪▪▪▪ ▪▪▪▪▪ ▪▪▪▪▪▪▪ ▪▪▪▪ ▪▪▪▪▪▪ ▪▪▪▪▪▪▪▪▪ ▪▪▪▪ ▪▪▪▪▪▪ ▪▪▪▪▪▪▪ ▪▪▪▪▪ ▪▪▪▪▪▪▪▪ ▪▪▪▪ ▪▪▪▪▪▪ ▪▪▪▪ ▪▪▪▪▪▪▪▪ ▪▪▪▪▪ ▪▪▪▪▪▪▪ ▪▪▪▪ ▪▪▪▪▪▪ ▪▪▪▪▪▪▪▪▪ — [610, 125, 767, 196]
notice-item — [320, 1290, 478, 1372]
notice-body-text: ▪▪▪▪▪▪ ▪▪▪▪ ▪▪▪▪▪▪▪▪ ▪▪▪▪▪ ▪▪▪▪▪▪▪ ▪▪▪▪ ▪▪▪▪▪▪ ▪▪▪▪▪▪▪▪▪ ▪▪▪▪ ▪▪▪▪▪▪ ▪▪▪▪▪▪▪ ▪▪▪▪▪ ▪▪▪▪▪▪▪▪ ▪▪▪▪ ▪▪▪▪▪▪ ▪▪▪▪ ▪▪▪▪▪▪▪▪ ▪▪▪▪▪ ▪▪▪▪▪▪▪ ▪▪▪▪ ▪▪▪▪▪▪ ▪▪▪▪▪▪▪▪▪ ▪▪▪▪ ▪▪▪▪▪▪ ▪▪▪▪▪▪▪ ▪▪▪▪▪ ▪▪▪▪▪▪▪▪ ▪▪▪▪ ▪▪▪▪▪▪ ▪▪▪▪ ▪▪▪▪▪▪▪▪ ▪▪▪▪▪ ▪▪▪▪▪▪▪ ▪▪▪▪ ▪▪▪▪▪▪ ▪▪▪▪▪▪▪▪▪ ▪▪▪▪ ▪▪▪▪▪▪ ▪▪▪▪▪▪▪ ▪▪▪▪▪ ▪▪▪▪▪▪▪▪ ▪▪▪▪ ▪▪▪▪▪▪ ▪▪▪▪ ▪▪▪▪▪▪▪▪ ▪▪▪▪▪ ▪▪▪▪▪▪▪ ▪▪▪▪ ▪▪▪▪▪▪ ▪▪▪▪▪▪▪▪▪ ▪▪▪▪ ▪▪▪▪▪▪ ▪▪▪▪▪▪▪ ▪▪▪▪▪ ▪▪▪▪▪▪▪▪ ▪▪▪▪ ▪▪▪▪▪▪ ▪▪▪▪ ▪▪▪▪▪▪▪▪ ▪▪▪▪▪ ▪▪▪▪▪▪▪ ▪▪▪▪ ▪▪▪▪▪▪ ▪▪▪▪▪▪▪▪▪ — [320, 1047, 478, 1118]
notice-heading: 湖南省湘潭高新技术产业开发区人民法院拍卖公告 — [620, 536, 757, 544]
notice-body-text: ▪▪▪▪▪▪ ▪▪▪▪ ▪▪▪▪▪▪▪▪ ▪▪▪▪▪ ▪▪▪▪▪▪▪ ▪▪▪▪ ▪▪▪▪▪▪ ▪▪▪▪▪▪▪▪▪ ▪▪▪▪ ▪▪▪▪▪▪ ▪▪▪▪▪▪▪ ▪▪▪▪▪ ▪▪▪▪▪▪▪▪ ▪▪▪▪ ▪▪▪▪▪▪ ▪▪▪▪ ▪▪▪▪▪▪▪▪ ▪▪▪▪▪ ▪▪▪▪▪▪▪ ▪▪▪▪ ▪▪▪▪▪▪ ▪▪▪▪▪▪▪▪▪ ▪▪▪▪ ▪▪▪▪▪▪ ▪▪▪▪▪▪▪ ▪▪▪▪▪ ▪▪▪▪▪▪▪▪ ▪▪▪▪ ▪▪▪▪▪▪ ▪▪▪▪ ▪▪▪▪▪▪▪▪ ▪▪▪▪▪ ▪▪▪▪▪▪▪ ▪▪▪▪ ▪▪▪▪▪▪ ▪▪▪▪▪▪▪▪▪ ▪▪▪▪ ▪▪▪▪▪▪ ▪▪▪▪▪▪▪ ▪▪▪▪▪ ▪▪▪▪▪▪▪▪ ▪▪▪▪ ▪▪▪▪▪▪ ▪▪▪▪ ▪▪▪▪▪▪▪▪ ▪▪▪▪▪ ▪▪▪▪▪▪▪ ▪▪▪▪ ▪▪▪▪▪▪ ▪▪▪▪▪▪▪▪▪ ▪▪▪▪ ▪▪▪▪▪▪ ▪▪▪▪▪▪▪ ▪▪▪▪▪ ▪▪▪▪▪▪▪▪ ▪▪▪▪ ▪▪▪▪▪▪ ▪▪▪▪ ▪▪▪▪▪▪▪▪ ▪▪▪▪▪ ▪▪▪▪▪▪▪ ▪▪▪▪ ▪▪▪▪▪▪ ▪▪▪▪▪▪▪▪▪ — [610, 1382, 767, 1453]
column-title: 公告 — [78, 11, 241, 32]
notice-body-text: ▪▪▪▪▪▪ ▪▪▪▪ ▪▪▪▪▪▪▪▪ ▪▪▪▪▪ ▪▪▪▪▪▪▪ ▪▪▪▪ ▪▪▪▪▪▪ ▪▪▪▪▪▪▪▪▪ ▪▪▪▪ ▪▪▪▪▪▪ ▪▪▪▪▪▪▪ ▪▪▪▪▪ ▪▪▪▪▪▪▪▪ ▪▪▪▪ ▪▪▪▪▪▪ ▪▪▪▪ ▪▪▪▪▪▪▪▪ ▪▪▪▪▪ ▪▪▪▪▪▪▪ ▪▪▪▪ ▪▪▪▪▪▪ ▪▪▪▪▪▪▪▪▪ ▪▪▪▪ ▪▪▪▪▪▪ ▪▪▪▪▪▪▪ ▪▪▪▪▪ ▪▪▪▪▪▪▪▪ ▪▪▪▪ ▪▪▪▪▪▪ ▪▪▪▪ ▪▪▪▪▪▪▪▪ ▪▪▪▪▪ ▪▪▪▪▪▪▪ ▪▪▪▪ ▪▪▪▪▪▪ ▪▪▪▪▪▪▪▪▪ ▪▪▪▪ ▪▪▪▪▪▪ ▪▪▪▪▪▪▪ ▪▪▪▪▪ ▪▪▪▪▪▪▪▪ ▪▪▪▪ ▪▪▪▪▪▪ ▪▪▪▪ ▪▪▪▪▪▪▪▪ ▪▪▪▪▪ ▪▪▪▪▪▪▪ ▪▪▪▪ ▪▪▪▪▪▪ ▪▪▪▪▪▪▪▪▪ ▪▪▪▪ ▪▪▪▪▪▪ ▪▪▪▪▪▪▪ ▪▪▪▪▪ ▪▪▪▪▪▪▪▪ ▪▪▪▪ ▪▪▪▪▪▪ ▪▪▪▪ ▪▪▪▪▪▪▪▪ ▪▪▪▪▪ ▪▪▪▪▪▪▪ ▪▪▪▪ ▪▪▪▪▪▪ ▪▪▪▪▪▪▪▪▪ — [320, 125, 478, 196]
notice-signature: 安徽省阜阳市人民法院 — [182, 162, 238, 169]
notice-item — [320, 453, 478, 535]
notice-heading: 郑州高新技术产业开发区人民法院拍卖公告 — [340, 1374, 458, 1382]
notice-item — [610, 1290, 767, 1372]
notice-body-text: ▪▪▪▪▪▪ ▪▪▪▪ ▪▪▪▪▪▪▪▪ ▪▪▪▪▪ ▪▪▪▪▪▪▪ ▪▪▪▪ ▪▪▪▪▪▪ ▪▪▪▪▪▪▪▪▪ ▪▪▪▪ ▪▪▪▪▪▪ ▪▪▪▪▪▪▪ ▪▪▪▪▪ ▪▪▪▪▪▪▪▪ ▪▪▪▪ ▪▪▪▪▪▪ ▪▪▪▪ ▪▪▪▪▪▪▪▪ ▪▪▪▪▪ ▪▪▪▪▪▪▪ ▪▪▪▪ ▪▪▪▪▪▪ ▪▪▪▪▪▪▪▪▪ ▪▪▪▪ ▪▪▪▪▪▪ ▪▪▪▪▪▪▪ ▪▪▪▪▪ ▪▪▪▪▪▪▪▪ ▪▪▪▪ ▪▪▪▪▪▪ ▪▪▪▪ ▪▪▪▪▪▪▪▪ ▪▪▪▪▪ ▪▪▪▪▪▪▪ ▪▪▪▪ ▪▪▪▪▪▪ ▪▪▪▪▪▪▪▪▪ ▪▪▪▪ ▪▪▪▪▪▪ ▪▪▪▪▪▪▪ ▪▪▪▪▪ ▪▪▪▪▪▪▪▪ ▪▪▪▪ ▪▪▪▪▪▪ ▪▪▪▪ ▪▪▪▪▪▪▪▪ ▪▪▪▪▪ ▪▪▪▪▪▪▪ ▪▪▪▪ ▪▪▪▪▪▪ ▪▪▪▪▪▪▪▪▪ ▪▪▪▪ ▪▪▪▪▪▪ ▪▪▪▪▪▪▪ ▪▪▪▪▪ ▪▪▪▪▪▪▪▪ ▪▪▪▪ ▪▪▪▪▪▪ ▪▪▪▪ ▪▪▪▪▪▪▪▪ ▪▪▪▪▪ ▪▪▪▪▪▪▪ ▪▪▪▪ ▪▪▪▪▪▪ ▪▪▪▪▪▪▪▪▪ ▪▪▪▪ ▪▪▪▪▪▪ ▪▪▪▪▪▪▪ ▪▪▪▪▪ ▪▪▪▪▪▪▪▪ ▪▪▪▪ ▪▪▪▪▪▪ ▪▪▪▪ ▪▪▪▪▪▪▪▪ ▪▪▪▪▪ ▪▪▪▪▪▪▪ ▪▪▪▪ ▪▪▪▪▪▪ ▪▪▪▪▪▪▪▪▪ ▪▪▪▪ ▪▪▪▪▪▪ ▪▪▪▪▪▪▪ ▪▪▪▪▪ ▪▪▪▪▪▪▪▪ ▪▪▪▪ ▪▪▪▪▪▪ ▪▪▪▪ ▪▪▪▪▪▪▪▪ ▪▪▪▪▪ ▪▪▪▪▪▪▪ ▪▪▪▪ ▪▪▪▪▪▪ ▪▪▪▪▪▪▪▪▪ ▪▪▪▪ ▪▪▪▪▪▪ ▪▪▪▪▪▪▪ ▪▪▪▪▪ ▪▪▪▪▪▪▪▪ ▪▪▪▪ ▪▪▪▪▪▪ ▪▪▪▪ ▪▪▪▪▪▪▪▪ ▪▪▪▪▪ ▪▪▪▪▪▪▪ ▪▪▪▪ ▪▪▪▪▪▪ ▪▪▪▪▪▪▪▪▪ ▪▪▪▪ ▪▪▪▪▪▪ ▪▪▪▪▪▪▪ — [81, 1147, 238, 1267]
notice-heading: 公告 — [899, 285, 912, 293]
notice-body-text: ▪▪▪▪▪▪ ▪▪▪▪ ▪▪▪▪▪▪▪▪ ▪▪▪▪▪ ▪▪▪▪▪▪▪ ▪▪▪▪ ▪▪▪▪▪▪ ▪▪▪▪▪▪▪▪▪ ▪▪▪▪ ▪▪▪▪▪▪ ▪▪▪▪▪▪▪ ▪▪▪▪▪ ▪▪▪▪▪▪▪▪ ▪▪▪▪ ▪▪▪▪▪▪ ▪▪▪▪ ▪▪▪▪▪▪▪▪ ▪▪▪▪▪ ▪▪▪▪▪▪▪ ▪▪▪▪ ▪▪▪▪▪▪ ▪▪▪▪▪▪▪▪▪ ▪▪▪▪ ▪▪▪▪▪▪ ▪▪▪▪▪▪▪ ▪▪▪▪▪ ▪▪▪▪▪▪▪▪ ▪▪▪▪ ▪▪▪▪▪▪ ▪▪▪▪ ▪▪▪▪▪▪▪▪ ▪▪▪▪▪ ▪▪▪▪▪▪▪ ▪▪▪▪ ▪▪▪▪▪▪ ▪▪▪▪▪▪▪▪▪ ▪▪▪▪ ▪▪▪▪▪▪ ▪▪▪▪▪▪▪ ▪▪▪▪▪ ▪▪▪▪▪▪▪▪ ▪▪▪▪ ▪▪▪▪▪▪ ▪▪▪▪ ▪▪▪▪▪▪▪▪ ▪▪▪▪▪ ▪▪▪▪▪▪▪ ▪▪▪▪ ▪▪▪▪▪▪ ▪▪▪▪▪▪▪▪▪ ▪▪▪▪ ▪▪▪▪▪▪ ▪▪▪▪▪▪▪ ▪▪▪▪▪ ▪▪▪▪▪▪▪▪ ▪▪▪▪ ▪▪▪▪▪▪ ▪▪▪▪ ▪▪▪▪▪▪▪▪ ▪▪▪▪▪ ▪▪▪▪▪▪▪ ▪▪▪▪ ▪▪▪▪▪▪ ▪▪▪▪▪▪▪▪▪ ▪▪▪▪ ▪▪▪▪▪▪ ▪▪▪▪▪▪▪ ▪▪▪▪▪ ▪▪▪▪▪▪▪▪ ▪▪▪▪ ▪▪▪▪▪▪ ▪▪▪▪ ▪▪▪▪▪▪▪▪ ▪▪▪▪▪ ▪▪▪▪▪▪▪ ▪▪▪▪ ▪▪▪▪▪▪ ▪▪▪▪▪▪▪▪▪ ▪▪▪▪ ▪▪▪▪▪▪ ▪▪▪▪▪▪▪ ▪▪▪▪▪ ▪▪▪▪▪▪▪▪ ▪▪▪▪ ▪▪▪▪▪▪ ▪▪▪▪ ▪▪▪▪▪▪▪▪ ▪▪▪▪▪ ▪▪▪▪▪▪▪ ▪▪▪▪ ▪▪▪▪▪▪ ▪▪▪▪▪▪▪▪▪ ▪▪▪▪ ▪▪▪▪▪▪ ▪▪▪▪▪▪▪ ▪▪▪▪▪ ▪▪▪▪▪▪▪▪ ▪▪▪▪ ▪▪▪▪▪▪ ▪▪▪▪ ▪▪▪▪▪▪▪▪ ▪▪▪▪▪ ▪▪▪▪▪▪▪ ▪▪▪▪ ▪▪▪▪▪▪ ▪▪▪▪▪▪▪▪▪ ▪▪▪▪ ▪▪▪▪▪▪ ▪▪▪▪▪▪▪ — [81, 732, 238, 853]
notice-item — [827, 788, 984, 912]
notice-item — [610, 955, 767, 1037]
notice-item — [81, 310, 238, 446]
column-disclaimer: 本版公告内容由刊登人负责，对任何因发布公告内容产生的后果本报不承担任何责任。 — [81, 1559, 238, 1574]
notice-item — [320, 1039, 478, 1121]
notice-column — [316, 10, 482, 1566]
notice-heading: 安徽省阜阳市人民法院公告 — [122, 172, 197, 180]
notice-signature: 2024年11月 — [951, 399, 984, 406]
notice-signature: 内蒙古科尔沁左翼中旗人民法院 — [159, 577, 238, 584]
notice-signature: 2024年11月 — [951, 776, 984, 783]
notice-item — [827, 1291, 984, 1415]
notice-column — [823, 10, 988, 1566]
notice-heading: 郑州高新技术产业开发区人民法院拍卖公告 — [340, 955, 458, 963]
notice-heading: 郑州高新技术产业开发区人民法院拍卖公告 — [340, 34, 458, 41]
notice-heading: 湖南省湘潭高新技术产业开发区人民法院拍卖公告 — [620, 1206, 757, 1214]
notice-column — [77, 10, 242, 1578]
notice-item — [610, 872, 767, 954]
notice-heading: 湖南省湘潭高新技术产业开发区人民法院拍卖公告 — [620, 452, 757, 460]
notice-item — [827, 662, 984, 786]
notice-body-text: ▪▪▪▪▪▪ ▪▪▪▪ ▪▪▪▪▪▪▪▪ ▪▪▪▪▪ ▪▪▪▪▪▪▪ ▪▪▪▪ ▪▪▪▪▪▪ ▪▪▪▪▪▪▪▪▪ ▪▪▪▪ ▪▪▪▪▪▪ ▪▪▪▪▪▪▪ ▪▪▪▪▪ ▪▪▪▪▪▪▪▪ ▪▪▪▪ ▪▪▪▪▪▪ ▪▪▪▪ ▪▪▪▪▪▪▪▪ ▪▪▪▪▪ ▪▪▪▪▪▪▪ ▪▪▪▪ ▪▪▪▪▪▪ ▪▪▪▪▪▪▪▪▪ ▪▪▪▪ ▪▪▪▪▪▪ ▪▪▪▪▪▪▪ ▪▪▪▪▪ ▪▪▪▪▪▪▪▪ ▪▪▪▪ ▪▪▪▪▪▪ ▪▪▪▪ ▪▪▪▪▪▪▪▪ ▪▪▪▪▪ ▪▪▪▪▪▪▪ ▪▪▪▪ ▪▪▪▪▪▪ ▪▪▪▪▪▪▪▪▪ ▪▪▪▪ ▪▪▪▪▪▪ ▪▪▪▪▪▪▪ ▪▪▪▪▪ ▪▪▪▪▪▪▪▪ ▪▪▪▪ ▪▪▪▪▪▪ ▪▪▪▪ ▪▪▪▪▪▪▪▪ ▪▪▪▪▪ ▪▪▪▪▪▪▪ ▪▪▪▪ ▪▪▪▪▪▪ ▪▪▪▪▪▪▪▪▪ ▪▪▪▪ ▪▪▪▪▪▪ ▪▪▪▪▪▪▪ ▪▪▪▪▪ ▪▪▪▪▪▪▪▪ ▪▪▪▪ ▪▪▪▪▪▪ ▪▪▪▪ ▪▪▪▪▪▪▪▪ ▪▪▪▪▪ ▪▪▪▪▪▪▪ ▪▪▪▪ ▪▪▪▪▪▪ ▪▪▪▪▪▪▪▪▪ — [610, 460, 767, 531]
notice-signature: 内蒙古科尔沁左翼中旗人民法院 — [159, 1268, 238, 1275]
notice-body-text: ▪▪▪▪▪▪ ▪▪▪▪ ▪▪▪▪▪▪▪▪ ▪▪▪▪▪ ▪▪▪▪▪▪▪ ▪▪▪▪ ▪▪▪▪▪▪ ▪▪▪▪▪▪▪▪▪ ▪▪▪▪ ▪▪▪▪▪▪ ▪▪▪▪▪▪▪ ▪▪▪▪▪ ▪▪▪▪▪▪▪▪ ▪▪▪▪ ▪▪▪▪▪▪ ▪▪▪▪ ▪▪▪▪▪▪▪▪ ▪▪▪▪▪ ▪▪▪▪▪▪▪ ▪▪▪▪ ▪▪▪▪▪▪ ▪▪▪▪▪▪▪▪▪ ▪▪▪▪ ▪▪▪▪▪▪ ▪▪▪▪▪▪▪ ▪▪▪▪▪ ▪▪▪▪▪▪▪▪ ▪▪▪▪ ▪▪▪▪▪▪ ▪▪▪▪ ▪▪▪▪▪▪▪▪ ▪▪▪▪▪ ▪▪▪▪▪▪▪ ▪▪▪▪ ▪▪▪▪▪▪ ▪▪▪▪▪▪▪▪▪ ▪▪▪▪ ▪▪▪▪▪▪ ▪▪▪▪▪▪▪ ▪▪▪▪▪ ▪▪▪▪▪▪▪▪ ▪▪▪▪ ▪▪▪▪▪▪ ▪▪▪▪ ▪▪▪▪▪▪▪▪ ▪▪▪▪▪ ▪▪▪▪▪▪▪ ▪▪▪▪ ▪▪▪▪▪▪ ▪▪▪▪▪▪▪▪▪ ▪▪▪▪ ▪▪▪▪▪▪ ▪▪▪▪▪▪▪ ▪▪▪▪▪ ▪▪▪▪▪▪▪▪ ▪▪▪▪ ▪▪▪▪▪▪ ▪▪▪▪ ▪▪▪▪▪▪▪▪ ▪▪▪▪▪ ▪▪▪▪▪▪▪ ▪▪▪▪ ▪▪▪▪▪▪ ▪▪▪▪▪▪▪▪▪ — [320, 42, 478, 112]
notice-item — [81, 863, 238, 999]
notice-body-text: ▪▪▪▪▪▪ ▪▪▪▪ ▪▪▪▪▪▪▪▪ ▪▪▪▪▪ ▪▪▪▪▪▪▪ ▪▪▪▪ ▪▪▪▪▪▪ ▪▪▪▪▪▪▪▪▪ ▪▪▪▪ ▪▪▪▪▪▪ ▪▪▪▪▪▪▪ ▪▪▪▪▪ ▪▪▪▪▪▪▪▪ ▪▪▪▪ ▪▪▪▪▪▪ ▪▪▪▪ ▪▪▪▪▪▪▪▪ ▪▪▪▪▪ ▪▪▪▪▪▪▪ ▪▪▪▪ ▪▪▪▪▪▪ ▪▪▪▪▪▪▪▪▪ ▪▪▪▪ ▪▪▪▪▪▪ ▪▪▪▪▪▪▪ ▪▪▪▪▪ ▪▪▪▪▪▪▪▪ ▪▪▪▪ ▪▪▪▪▪▪ ▪▪▪▪ ▪▪▪▪▪▪▪▪ ▪▪▪▪▪ ▪▪▪▪▪▪▪ ▪▪▪▪ ▪▪▪▪▪▪ ▪▪▪▪▪▪▪▪▪ ▪▪▪▪ ▪▪▪▪▪▪ ▪▪▪▪▪▪▪ ▪▪▪▪▪ ▪▪▪▪▪▪▪▪ ▪▪▪▪ ▪▪▪▪▪▪ ▪▪▪▪ ▪▪▪▪▪▪▪▪ ▪▪▪▪▪ ▪▪▪▪▪▪▪ ▪▪▪▪ ▪▪▪▪▪▪ ▪▪▪▪▪▪▪▪▪ ▪▪▪▪ ▪▪▪▪▪▪ ▪▪▪▪▪▪▪ ▪▪▪▪▪ ▪▪▪▪▪▪▪▪ ▪▪▪▪ ▪▪▪▪▪▪ ▪▪▪▪ ▪▪▪▪▪▪▪▪ ▪▪▪▪▪ ▪▪▪▪▪▪▪ ▪▪▪▪ ▪▪▪▪▪▪ ▪▪▪▪▪▪▪▪▪ — [610, 1298, 767, 1369]
notice-item — [81, 34, 238, 170]
notice-item — [81, 1278, 238, 1414]
notice-body-text: ▪▪▪▪▪▪ ▪▪▪▪ ▪▪▪▪▪▪▪▪ ▪▪▪▪▪ ▪▪▪▪▪▪▪ ▪▪▪▪ ▪▪▪▪▪▪ ▪▪▪▪▪▪▪▪▪ ▪▪▪▪ ▪▪▪▪▪▪ ▪▪▪▪▪▪▪ ▪▪▪▪▪ ▪▪▪▪▪▪▪▪ ▪▪▪▪ ▪▪▪▪▪▪ ▪▪▪▪ ▪▪▪▪▪▪▪▪ ▪▪▪▪▪ ▪▪▪▪▪▪▪ ▪▪▪▪ ▪▪▪▪▪▪ ▪▪▪▪▪▪▪▪▪ ▪▪▪▪ ▪▪▪▪▪▪ ▪▪▪▪▪▪▪ ▪▪▪▪▪ ▪▪▪▪▪▪▪▪ ▪▪▪▪ ▪▪▪▪▪▪ ▪▪▪▪ ▪▪▪▪▪▪▪▪ ▪▪▪▪▪ ▪▪▪▪▪▪▪ ▪▪▪▪ ▪▪▪▪▪▪ ▪▪▪▪▪▪▪▪▪ ▪▪▪▪ ▪▪▪▪▪▪ ▪▪▪▪▪▪▪ ▪▪▪▪▪ ▪▪▪▪▪▪▪▪ ▪▪▪▪ ▪▪▪▪▪▪ ▪▪▪▪ ▪▪▪▪▪▪▪▪ ▪▪▪▪▪ ▪▪▪▪▪▪▪ ▪▪▪▪ ▪▪▪▪▪▪ ▪▪▪▪▪▪▪▪▪ ▪▪▪▪ ▪▪▪▪▪▪ ▪▪▪▪▪▪▪ ▪▪▪▪▪ ▪▪▪▪▪▪▪▪ ▪▪▪▪ ▪▪▪▪▪▪ ▪▪▪▪ ▪▪▪▪▪▪▪▪ ▪▪▪▪▪ ▪▪▪▪▪▪▪ ▪▪▪▪ ▪▪▪▪▪▪ ▪▪▪▪▪▪▪▪▪ — [320, 879, 478, 950]
notice-heading: 湖南省湘潭高新技术产业开发区人民法院拍卖公告 — [620, 871, 757, 879]
notice-heading: 湖南省湘潭高新技术产业开发区人民法院拍卖公告 — [620, 704, 757, 712]
notice-heading: 郑州高新技术产业开发区人民法院拍卖公告 — [340, 787, 458, 795]
notice-item — [81, 587, 238, 723]
notice-signature: 浙江省临海市人民法院 — [928, 148, 984, 155]
notice-heading: 债权申报公告 — [886, 1290, 925, 1298]
notice-heading: 内蒙古科尔沁左翼中旗人民法院公告 — [110, 1001, 209, 1009]
notice-item — [81, 449, 238, 585]
notice-item — [320, 620, 478, 702]
notice-heading: 郑州高新技术产业开发区人民法院拍卖公告 — [340, 704, 458, 712]
notice-heading: 湖南省湘潭高新技术产业开发区人民法院拍卖公告 — [620, 285, 757, 293]
notice-body-text: ▪▪▪▪▪▪ ▪▪▪▪ ▪▪▪▪▪▪▪▪ ▪▪▪▪▪ ▪▪▪▪▪▪▪ ▪▪▪▪ ▪▪▪▪▪▪ ▪▪▪▪▪▪▪▪▪ ▪▪▪▪ ▪▪▪▪▪▪ ▪▪▪▪▪▪▪ ▪▪▪▪▪ ▪▪▪▪▪▪▪▪ ▪▪▪▪ ▪▪▪▪▪▪ ▪▪▪▪ ▪▪▪▪▪▪▪▪ ▪▪▪▪▪ ▪▪▪▪▪▪▪ ▪▪▪▪ ▪▪▪▪▪▪ ▪▪▪▪▪▪▪▪▪ ▪▪▪▪ ▪▪▪▪▪▪ ▪▪▪▪▪▪▪ ▪▪▪▪▪ ▪▪▪▪▪▪▪▪ ▪▪▪▪ ▪▪▪▪▪▪ ▪▪▪▪ ▪▪▪▪▪▪▪▪ ▪▪▪▪▪ ▪▪▪▪▪▪▪ ▪▪▪▪ ▪▪▪▪▪▪ ▪▪▪▪▪▪▪▪▪ ▪▪▪▪ ▪▪▪▪▪▪ ▪▪▪▪▪▪▪ ▪▪▪▪▪ ▪▪▪▪▪▪▪▪ ▪▪▪▪ ▪▪▪▪▪▪ ▪▪▪▪ ▪▪▪▪▪▪▪▪ ▪▪▪▪▪ ▪▪▪▪▪▪▪ ▪▪▪▪ ▪▪▪▪▪▪ ▪▪▪▪▪▪▪▪▪ ▪▪▪▪ ▪▪▪▪▪▪ ▪▪▪▪▪▪▪ ▪▪▪▪▪ ▪▪▪▪▪▪▪▪ ▪▪▪▪ ▪▪▪▪▪▪ ▪▪▪▪ ▪▪▪▪▪▪▪▪ ▪▪▪▪▪ ▪▪▪▪▪▪▪ ▪▪▪▪ ▪▪▪▪▪▪ ▪▪▪▪▪▪▪▪▪ ▪▪▪▪ ▪▪▪▪▪▪ ▪▪▪▪▪▪▪ ▪▪▪▪▪ ▪▪▪▪▪▪▪▪ ▪▪▪▪ ▪▪▪▪▪▪ ▪▪▪▪ ▪▪▪▪▪▪▪▪ ▪▪▪▪▪ ▪▪▪▪▪▪▪ ▪▪▪▪ ▪▪▪▪▪▪ ▪▪▪▪▪▪▪▪▪ ▪▪▪▪ ▪▪▪▪▪▪ ▪▪▪▪▪▪▪ ▪▪▪▪▪ ▪▪▪▪▪▪▪▪ ▪▪▪▪ ▪▪▪▪▪▪ ▪▪▪▪ ▪▪▪▪▪▪▪▪ ▪▪▪▪▪ ▪▪▪▪▪▪▪ ▪▪▪▪ ▪▪▪▪▪▪ ▪▪▪▪▪▪▪▪▪ ▪▪▪▪ ▪▪▪▪▪▪ ▪▪▪▪▪▪▪ ▪▪▪▪▪ ▪▪▪▪▪▪▪▪ ▪▪▪▪ ▪▪▪▪▪▪ ▪▪▪▪ ▪▪▪▪▪▪▪▪ ▪▪▪▪▪ ▪▪▪▪▪ — [827, 795, 984, 909]
notice-item — [81, 725, 238, 861]
notice-heading: 内蒙古科尔沁左翼中旗人民法院公告 — [110, 724, 209, 732]
column-title: 公告 — [607, 11, 770, 32]
notice-body-text: ▪▪▪▪▪▪ ▪▪▪▪ ▪▪▪▪▪▪▪▪ ▪▪▪▪▪ ▪▪▪▪▪▪▪ ▪▪▪▪ ▪▪▪▪▪▪ ▪▪▪▪▪▪▪▪▪ ▪▪▪▪ ▪▪▪▪▪▪ ▪▪▪▪▪▪▪ ▪▪▪▪▪ ▪▪▪▪▪▪▪▪ ▪▪▪▪ ▪▪▪▪▪▪ ▪▪▪▪ ▪▪▪▪▪▪▪▪ ▪▪▪▪▪ ▪▪▪▪▪▪▪ ▪▪▪▪ ▪▪▪▪▪▪ ▪▪▪▪▪▪▪▪▪ ▪▪▪▪ ▪▪▪▪▪▪ ▪▪▪▪▪▪▪ ▪▪▪▪▪ ▪▪▪▪▪▪▪▪ ▪▪▪▪ ▪▪▪▪▪▪ ▪▪▪▪ ▪▪▪▪▪▪▪▪ ▪▪▪▪▪ ▪▪▪▪▪▪▪ ▪▪▪▪ ▪▪▪▪▪▪ ▪▪▪▪▪▪▪▪▪ ▪▪▪▪ ▪▪▪▪▪▪ ▪▪▪▪▪▪▪ ▪▪▪▪▪ ▪▪▪▪▪▪▪▪ ▪▪▪▪ ▪▪▪▪▪▪ ▪▪▪▪ ▪▪▪▪▪▪▪▪ ▪▪▪▪▪ ▪▪▪▪▪▪▪ ▪▪▪▪ ▪▪▪▪▪▪ ▪▪▪▪▪▪▪▪▪ ▪▪▪▪ ▪▪▪▪▪▪ ▪▪▪▪▪▪▪ ▪▪▪▪▪ ▪▪▪▪▪▪▪▪ ▪▪▪▪ ▪▪▪▪▪▪ ▪▪▪▪ ▪▪▪▪▪▪▪▪ ▪▪▪▪▪ ▪▪▪▪▪▪▪ ▪▪▪▪ ▪▪▪▪▪▪ ▪▪▪▪▪▪▪▪▪ — [320, 209, 478, 280]
notice-heading: 内蒙古科尔沁左翼中旗人民法院公告 — [110, 586, 209, 594]
notice-heading: 郑州高新技术产业开发区人民法院拍卖公告 — [340, 1122, 458, 1130]
notice-heading: 郑州高新技术产业开发区人民法院拍卖公告 — [340, 1290, 458, 1298]
notice-heading: 郑州高新技术产业开发区人民法院拍卖公告 — [100, 1277, 219, 1285]
notice-body-text: ▪▪▪▪▪▪ ▪▪▪▪ ▪▪▪▪▪▪▪▪ ▪▪▪▪▪ ▪▪▪▪▪▪▪ ▪▪▪▪ ▪▪▪▪▪▪ ▪▪▪▪▪▪▪▪▪ ▪▪▪▪ ▪▪▪▪▪▪ ▪▪▪▪▪▪▪ ▪▪▪▪▪ ▪▪▪▪▪▪▪▪ ▪▪▪▪ ▪▪▪▪▪▪ ▪▪▪▪ ▪▪▪▪▪▪▪▪ ▪▪▪▪▪ ▪▪▪▪▪▪▪ ▪▪▪▪ ▪▪▪▪▪▪ ▪▪▪▪▪▪▪▪▪ ▪▪▪▪ ▪▪▪▪▪▪ ▪▪▪▪▪▪▪ ▪▪▪▪▪ ▪▪▪▪▪▪▪▪ ▪▪▪▪ ▪▪▪▪▪▪ ▪▪▪▪ ▪▪▪▪▪▪▪▪ ▪▪▪▪▪ ▪▪▪▪▪▪▪ ▪▪▪▪ ▪▪▪▪▪▪ ▪▪▪▪▪▪▪▪▪ ▪▪▪▪ ▪▪▪▪▪▪ ▪▪▪▪▪▪▪ ▪▪▪▪▪ ▪▪▪▪▪▪▪▪ ▪▪▪▪ ▪▪▪▪▪▪ ▪▪▪▪ ▪▪▪▪▪▪▪▪ ▪▪▪▪▪ ▪▪▪▪▪▪▪ ▪▪▪▪ ▪▪▪▪▪▪ ▪▪▪▪▪▪▪▪▪ ▪▪▪▪ ▪▪▪▪▪▪ ▪▪▪▪▪▪▪ ▪▪▪▪▪ ▪▪▪▪▪▪▪▪ ▪▪▪▪ ▪▪▪▪▪▪ ▪▪▪▪ ▪▪▪▪▪▪▪▪ ▪▪▪▪▪ ▪▪▪▪▪▪▪ ▪▪▪▪ ▪▪▪▪▪▪ ▪▪▪▪▪▪▪▪▪ ▪▪▪▪ ▪▪▪▪▪▪ ▪▪▪▪▪▪▪ ▪▪▪▪▪ ▪▪▪▪▪▪▪▪ ▪▪▪▪ ▪▪▪▪▪▪ ▪▪▪▪ ▪▪▪▪▪▪▪▪ ▪▪▪▪▪ ▪▪▪▪▪▪▪ ▪▪▪▪ ▪▪▪▪▪▪ ▪▪▪▪▪▪▪▪▪ ▪▪▪▪ ▪▪▪▪▪▪ ▪▪▪▪▪▪▪ ▪▪▪▪▪ ▪▪▪▪▪▪▪▪ ▪▪▪▪ ▪▪▪▪▪▪ ▪▪▪▪ ▪▪▪▪▪▪▪▪ ▪▪▪▪▪ ▪▪▪▪▪▪▪ ▪▪▪▪ ▪▪▪▪▪▪ ▪▪▪▪▪▪▪▪▪ ▪▪▪▪ ▪▪▪▪▪▪ ▪▪▪▪▪▪▪ ▪▪▪▪▪ ▪▪▪▪▪▪▪▪ ▪▪▪▪ ▪▪▪▪▪▪ ▪▪▪▪ ▪▪▪▪▪▪▪▪ ▪▪▪▪▪ ▪▪▪▪▪▪▪ ▪▪▪▪ ▪▪▪▪▪▪ ▪▪▪▪▪▪▪▪▪ ▪▪▪▪ ▪▪▪▪▪▪ ▪▪▪▪▪▪▪ — [81, 180, 238, 300]
notice-body-text: ▪▪▪▪▪▪ ▪▪▪▪ ▪▪▪▪▪▪▪▪ ▪▪▪▪▪ ▪▪▪▪▪▪▪ ▪▪▪▪ ▪▪▪▪▪▪ ▪▪▪▪▪▪▪▪▪ ▪▪▪▪ ▪▪▪▪▪▪ ▪▪▪▪▪▪▪ ▪▪▪▪▪ ▪▪▪▪▪▪▪▪ ▪▪▪▪ ▪▪▪▪▪▪ ▪▪▪▪ ▪▪▪▪▪▪▪▪ ▪▪▪▪▪ ▪▪▪▪▪▪▪ ▪▪▪▪ ▪▪▪▪▪▪ ▪▪▪▪▪▪▪▪▪ ▪▪▪▪ ▪▪▪▪▪▪ ▪▪▪▪▪▪▪ ▪▪▪▪▪ ▪▪▪▪▪▪▪▪ ▪▪▪▪ ▪▪▪▪▪▪ ▪▪▪▪ ▪▪▪▪▪▪▪▪ ▪▪▪▪▪ ▪▪▪▪▪▪▪ ▪▪▪▪ ▪▪▪▪▪▪ ▪▪▪▪▪▪▪▪▪ ▪▪▪▪ ▪▪▪▪▪▪ ▪▪▪▪▪▪▪ ▪▪▪▪▪ ▪▪▪▪▪▪▪▪ ▪▪▪▪ ▪▪▪▪▪▪ ▪▪▪▪ ▪▪▪▪▪▪▪▪ ▪▪▪▪▪ ▪▪▪▪▪▪▪ ▪▪▪▪ ▪▪▪▪▪▪ ▪▪▪▪▪▪▪▪▪ ▪▪▪▪ ▪▪▪▪▪▪ ▪▪▪▪▪▪▪ ▪▪▪▪▪ ▪▪▪▪▪▪▪▪ ▪▪▪▪ ▪▪▪▪▪▪ ▪▪▪▪ ▪▪▪▪▪▪▪▪ ▪▪▪▪▪ ▪▪▪▪▪▪▪ ▪▪▪▪ ▪▪▪▪▪▪ ▪▪▪▪▪▪▪▪▪ — [610, 544, 767, 615]
notice-heading: 注销公告 — [893, 913, 918, 921]
column-title: 公告 — [317, 11, 481, 32]
notice-item — [81, 1416, 238, 1552]
notice-item — [320, 1374, 478, 1456]
notice-item — [610, 1458, 767, 1540]
notice-heading: 公告 — [899, 536, 912, 544]
column-title: 公告 — [824, 11, 987, 32]
notice-heading: 湖南省湘潭高新技术产业开发区人民法院拍卖公告 — [620, 117, 757, 125]
notice-heading: 浙江省临海市人民法院公告 — [868, 34, 943, 41]
notice-body-text: ▪▪▪▪▪▪ ▪▪▪▪ ▪▪▪▪▪▪▪▪ ▪▪▪▪▪ ▪▪▪▪▪▪▪ ▪▪▪▪ ▪▪▪▪▪▪ ▪▪▪▪▪▪▪▪▪ ▪▪▪▪ ▪▪▪▪▪▪ ▪▪▪▪▪▪▪ ▪▪▪▪▪ ▪▪▪▪▪▪▪▪ ▪▪▪▪ ▪▪▪▪▪▪ ▪▪▪▪ ▪▪▪▪▪▪▪▪ ▪▪▪▪▪ ▪▪▪▪▪▪▪ ▪▪▪▪ ▪▪▪▪▪▪ ▪▪▪▪▪▪▪▪▪ ▪▪▪▪ ▪▪▪▪▪▪ ▪▪▪▪▪▪▪ ▪▪▪▪▪ ▪▪▪▪▪▪▪▪ ▪▪▪▪ ▪▪▪▪▪▪ ▪▪▪▪ ▪▪▪▪▪▪▪▪ ▪▪▪▪▪ ▪▪▪▪▪▪▪ ▪▪▪▪ ▪▪▪▪▪▪ ▪▪▪▪▪▪▪▪▪ ▪▪▪▪ ▪▪▪▪▪▪ ▪▪▪▪▪▪▪ ▪▪▪▪▪ ▪▪▪▪▪▪▪▪ ▪▪▪▪ ▪▪▪▪▪▪ ▪▪▪▪ ▪▪▪▪▪▪▪▪ ▪▪▪▪▪ ▪▪▪▪▪▪▪ ▪▪▪▪ ▪▪▪▪▪▪ ▪▪▪▪▪▪▪▪▪ ▪▪▪▪ ▪▪▪▪▪▪ ▪▪▪▪▪▪▪ ▪▪▪▪▪ ▪▪▪▪▪▪▪▪ ▪▪▪▪ ▪▪▪▪▪▪ ▪▪▪▪ ▪▪▪▪▪▪▪▪ ▪▪▪▪▪ ▪▪▪▪▪▪▪ ▪▪▪▪ ▪▪▪▪▪▪ ▪▪▪▪▪▪▪▪▪ ▪▪▪▪ ▪▪▪▪▪▪ ▪▪▪▪▪▪▪ ▪▪▪▪▪ ▪▪▪▪▪▪▪▪ ▪▪▪▪ ▪▪▪▪▪▪ ▪▪▪▪ ▪▪▪▪▪▪▪▪ ▪▪▪▪▪ ▪▪▪▪▪▪▪ ▪▪▪▪ ▪▪▪▪▪▪ ▪▪▪▪▪▪▪▪▪ ▪▪▪▪ ▪▪▪▪▪▪ ▪▪▪▪▪▪▪ ▪▪▪▪▪ ▪▪▪▪▪▪▪▪ ▪▪▪▪ ▪▪▪▪▪▪ ▪▪▪▪ ▪▪▪▪▪▪▪▪ ▪▪▪▪▪ ▪▪▪▪▪▪▪ ▪▪▪▪ ▪▪▪▪▪▪ ▪▪▪▪▪▪▪▪▪ ▪▪▪▪ ▪▪▪▪▪▪ ▪▪▪▪▪▪▪ ▪▪▪▪▪ ▪▪ — [827, 293, 984, 399]
notice-item — [610, 369, 767, 451]
notice-body-text: ▪▪▪▪▪▪ ▪▪▪▪ ▪▪▪▪▪▪▪▪ ▪▪▪▪▪ ▪▪▪▪▪▪▪ ▪▪▪▪ ▪▪▪▪▪▪ ▪▪▪▪▪▪▪▪▪ ▪▪▪▪ ▪▪▪▪▪▪ ▪▪▪▪▪▪▪ ▪▪▪▪▪ ▪▪▪▪▪▪▪▪ ▪▪▪▪ ▪▪▪▪▪▪ ▪▪▪▪ ▪▪▪▪▪▪▪▪ ▪▪▪▪▪ ▪▪▪▪▪▪▪ ▪▪▪▪ ▪▪▪▪▪▪ ▪▪▪▪▪▪▪▪▪ ▪▪▪▪ ▪▪▪▪▪▪ ▪▪▪▪▪▪▪ ▪▪▪▪▪ ▪▪▪▪▪▪▪▪ ▪▪▪▪ ▪▪▪▪▪▪ ▪▪▪▪ ▪▪▪▪▪▪▪▪ ▪▪▪▪▪ ▪▪▪▪▪▪▪ ▪▪▪▪ ▪▪▪▪▪▪ ▪▪▪▪▪▪▪▪▪ ▪▪▪▪ ▪▪▪▪▪▪ ▪▪▪▪▪▪▪ ▪▪▪▪▪ ▪▪▪▪▪▪▪▪ ▪▪▪▪ ▪▪▪▪▪▪ ▪▪▪▪ ▪▪▪▪▪▪▪▪ ▪▪▪▪▪ ▪▪▪▪▪▪▪ ▪▪▪▪ ▪▪▪▪▪▪ ▪▪▪▪▪▪▪▪▪ ▪▪▪▪ ▪▪▪▪▪▪ ▪▪▪▪▪▪▪ ▪▪▪▪▪ ▪▪▪▪▪▪▪▪ ▪▪▪▪ ▪▪▪▪▪▪ ▪▪▪▪ ▪▪▪▪▪▪▪▪ ▪▪▪▪▪ ▪▪▪▪▪▪▪ ▪▪▪▪ ▪▪▪▪▪▪ ▪▪▪▪▪▪▪▪▪ — [610, 1130, 767, 1201]
column-body — [78, 32, 241, 1556]
column-body — [607, 32, 770, 1544]
notice-item — [320, 34, 478, 116]
notice-heading: 台州市黄岩区人民法院公告 — [868, 159, 943, 167]
notice-heading: 湖南省湘潭高新技术产业开发区人民法院拍卖公告 — [620, 620, 757, 628]
notice-body-text: ▪▪▪▪▪▪ ▪▪▪▪ ▪▪▪▪▪▪▪▪ ▪▪▪▪▪ ▪▪▪▪▪▪▪ ▪▪▪▪ ▪▪▪▪▪▪ ▪▪▪▪▪▪▪▪▪ ▪▪▪▪ ▪▪▪▪▪▪ ▪▪▪▪▪▪▪ ▪▪▪▪▪ ▪▪▪▪▪▪▪▪ ▪▪▪▪ ▪▪▪▪▪▪ ▪▪▪▪ ▪▪▪▪▪▪▪▪ ▪▪▪▪▪ ▪▪▪▪▪▪▪ ▪▪▪▪ ▪▪▪▪▪▪ ▪▪▪▪▪▪▪▪▪ ▪▪▪▪ ▪▪▪▪▪▪ ▪▪▪▪▪▪▪ ▪▪▪▪▪ ▪▪▪▪▪▪▪▪ ▪▪▪▪ ▪▪▪▪▪▪ ▪▪▪▪ ▪▪▪▪▪▪▪▪ ▪▪▪▪▪ ▪▪▪▪▪▪▪ ▪▪▪▪ ▪▪▪▪▪▪ ▪▪▪▪▪▪▪▪▪ ▪▪▪▪ ▪▪▪▪▪▪ ▪▪▪▪▪▪▪ ▪▪▪▪▪ ▪▪▪▪▪▪▪▪ ▪▪▪▪ ▪▪▪▪▪▪ ▪▪▪▪ ▪▪▪▪▪▪▪▪ ▪▪▪▪▪ ▪▪▪▪▪▪▪ ▪▪▪▪ ▪▪▪▪▪▪ ▪▪▪▪▪▪▪▪▪ ▪▪▪▪ ▪▪▪▪▪▪ ▪▪▪▪▪▪▪ ▪▪▪▪▪ ▪▪▪▪▪▪▪▪ ▪▪▪▪ ▪▪▪▪▪▪ ▪▪▪▪ ▪▪▪▪▪▪▪▪ ▪▪▪▪▪ ▪▪▪▪▪▪▪ ▪▪▪▪ ▪▪▪▪▪▪ ▪▪▪▪▪▪▪▪▪ — [320, 628, 478, 699]
notice-heading: 湖南省湘潭高新技术产业开发区人民法院拍卖公告 — [620, 34, 757, 41]
notice-item — [610, 1123, 767, 1205]
notice-body-text: ▪▪▪▪▪▪ ▪▪▪▪ ▪▪▪▪▪▪▪▪ ▪▪▪▪▪ ▪▪▪▪▪▪▪ ▪▪▪▪ ▪▪▪▪▪▪ ▪▪▪▪▪▪▪▪▪ ▪▪▪▪ ▪▪▪▪▪▪ ▪▪▪▪▪▪▪ ▪▪▪▪▪ ▪▪▪▪▪▪▪▪ ▪▪▪▪ ▪▪▪▪▪▪ ▪▪▪▪ ▪▪▪▪▪▪▪▪ ▪▪▪▪▪ ▪▪▪▪▪▪▪ ▪▪▪▪ ▪▪▪▪▪▪ ▪▪▪▪▪▪▪▪▪ ▪▪▪▪ ▪▪▪▪▪▪ ▪▪▪▪▪▪▪ ▪▪▪▪▪ ▪▪▪▪▪▪▪▪ ▪▪▪▪ ▪▪▪▪▪▪ ▪▪▪▪ ▪▪▪▪▪▪▪▪ ▪▪▪▪▪ ▪▪▪▪▪▪▪ ▪▪▪▪ ▪▪▪▪▪▪ ▪▪▪▪▪▪▪▪▪ ▪▪▪▪ ▪▪▪▪▪▪ ▪▪▪▪▪▪▪ ▪▪▪▪▪ ▪▪▪▪▪▪▪▪ ▪▪▪▪ ▪▪▪▪▪▪ ▪▪▪▪ ▪▪▪▪▪▪▪▪ ▪▪▪▪▪ ▪▪▪▪▪▪▪ ▪▪▪▪ ▪▪▪▪▪▪ ▪▪▪▪▪▪▪▪▪ ▪▪▪▪ ▪▪▪▪▪▪ ▪▪▪▪▪▪▪ ▪▪▪▪▪ ▪▪▪▪▪▪▪▪ ▪▪▪▪ ▪▪▪▪▪▪ ▪▪▪▪ ▪▪▪▪▪▪▪▪ ▪▪▪▪▪ ▪▪▪▪▪▪▪ ▪▪▪▪ ▪▪▪▪▪▪ ▪▪▪▪▪▪▪▪▪ ▪▪▪▪ ▪▪▪▪▪▪ ▪▪▪▪▪▪▪ ▪▪▪▪▪ ▪▪▪▪▪▪▪▪ ▪▪▪▪ ▪▪▪▪▪▪ ▪▪▪▪ ▪▪▪▪▪▪▪▪ ▪▪▪▪▪ ▪▪▪▪▪▪▪ ▪▪▪▪ ▪▪▪▪▪▪ ▪▪▪▪▪▪▪▪▪ ▪▪▪▪ ▪▪▪▪▪▪ ▪▪▪▪▪▪▪ ▪▪▪▪▪ ▪▪▪▪▪▪▪▪ ▪▪▪▪ ▪▪▪▪▪▪ ▪▪▪▪ ▪▪▪▪▪▪▪▪ ▪▪▪▪▪ ▪▪▪▪▪▪▪ ▪▪▪▪ ▪▪▪▪▪▪ ▪▪▪▪▪▪▪▪▪ ▪▪▪▪ ▪▪▪▪▪▪ ▪▪▪▪▪▪▪ ▪▪▪▪▪ ▪▪▪▪▪▪▪▪ ▪▪▪▪ ▪▪▪▪▪▪ ▪▪▪▪ ▪▪▪▪▪▪▪▪ ▪▪▪▪▪ ▪▪▪▪▪▪▪ ▪▪▪▪ ▪▪▪▪▪▪ ▪▪▪▪▪▪▪▪▪ ▪▪▪▪ ▪▪▪▪▪▪ ▪▪▪▪▪▪▪ ▪▪▪▪▪ ▪▪▪▪▪▪▪▪ ▪▪▪▪ ▪▪▪▪▪▪ ▪▪▪▪ ▪▪▪▪▪▪▪▪ ▪▪▪ — [81, 1423, 238, 1551]
notice-heading: 公告 — [899, 662, 912, 670]
notice-item — [81, 172, 238, 308]
notice-heading: 郑州高新技术产业开发区人民法院拍卖公告 — [340, 452, 458, 460]
notice-body-text: ▪▪▪▪▪▪ ▪▪▪▪ ▪▪▪▪▪▪▪▪ ▪▪▪▪▪ ▪▪▪▪▪▪▪ ▪▪▪▪ ▪▪▪▪▪▪ ▪▪▪▪▪▪▪▪▪ ▪▪▪▪ ▪▪▪▪▪▪ ▪▪▪▪▪▪▪ ▪▪▪▪▪ ▪▪▪▪▪▪▪▪ ▪▪▪▪ ▪▪▪▪▪▪ ▪▪▪▪ ▪▪▪▪▪▪▪▪ ▪▪▪▪▪ ▪▪▪▪▪▪▪ ▪▪▪▪ ▪▪▪▪▪▪ ▪▪▪▪▪▪▪▪▪ ▪▪▪▪ ▪▪▪▪▪▪ ▪▪▪▪▪▪▪ ▪▪▪▪▪ ▪▪▪▪▪▪▪▪ ▪▪▪▪ ▪▪▪▪▪▪ ▪▪▪▪ ▪▪▪▪▪▪▪▪ ▪▪▪▪▪ ▪▪▪▪▪▪▪ ▪▪▪▪ ▪▪▪▪▪▪ ▪▪▪▪▪▪▪▪▪ ▪▪▪▪ ▪▪▪▪▪▪ ▪▪▪▪▪▪▪ ▪▪▪▪▪ ▪▪▪▪▪▪▪▪ ▪▪▪▪ ▪▪▪▪▪▪ ▪▪▪▪ ▪▪▪▪▪▪▪▪ ▪▪▪▪▪ ▪▪▪▪▪▪▪ ▪▪▪▪ ▪▪▪▪▪▪ ▪▪▪▪▪▪▪▪▪ ▪▪▪▪ ▪▪▪▪▪▪ ▪▪▪▪▪▪▪ ▪▪▪▪▪ ▪▪▪▪▪▪▪▪ ▪▪▪▪ ▪▪▪▪▪▪ ▪▪▪▪ ▪▪▪▪▪▪▪▪ ▪▪▪▪▪ ▪▪▪▪▪▪▪ ▪▪▪▪ ▪▪▪▪▪▪ ▪▪▪▪▪▪▪▪▪ ▪▪▪▪ ▪▪▪▪▪▪ ▪▪▪▪▪▪▪ ▪▪▪▪▪ ▪▪▪▪▪▪▪▪ ▪▪▪▪ ▪▪▪▪▪▪ ▪▪▪▪ ▪▪▪▪▪▪▪▪ ▪▪▪▪▪ ▪▪▪▪▪▪▪ ▪▪▪▪ ▪▪▪▪▪▪ ▪▪▪▪▪▪▪▪▪ ▪▪▪▪ ▪▪▪▪▪▪ ▪▪▪▪▪▪▪ ▪▪▪▪▪ ▪▪▪▪▪▪▪▪ ▪▪▪▪ ▪▪▪▪▪▪ ▪▪▪▪ ▪▪▪▪▪▪▪▪ ▪▪▪▪▪ ▪▪▪▪▪▪▪ ▪▪▪▪ ▪▪▪▪▪▪ ▪▪▪▪▪▪▪▪▪ ▪▪▪▪ ▪▪▪▪▪▪ ▪▪▪▪▪▪▪ ▪▪▪▪▪ ▪▪▪▪▪▪▪▪ ▪▪▪▪ ▪▪▪▪▪▪ ▪▪▪▪ ▪▪▪▪▪▪▪▪ ▪▪▪▪▪ ▪▪▪▪▪▪▪ ▪▪▪▪ ▪▪▪▪▪▪ ▪▪▪▪▪▪▪▪▪ ▪▪▪▪ ▪▪▪▪▪▪ ▪▪▪▪▪▪▪ — [81, 871, 238, 991]
notice-item — [320, 537, 478, 619]
notice-heading: 内蒙古科尔沁左翼中旗人民法院公告 — [110, 1139, 209, 1147]
notice-heading: 安徽省阜阳市人民法院公告 — [122, 310, 197, 318]
notice-heading: 郑州高新技术产业开发区人民法院拍卖公告 — [340, 536, 458, 544]
notice-heading: 郑州高新技术产业开发区人民法院拍卖公告 — [340, 620, 458, 628]
notice-body-text: ▪▪▪▪▪▪ ▪▪▪▪ ▪▪▪▪▪▪▪▪ ▪▪▪▪▪ ▪▪▪▪▪▪▪ ▪▪▪▪ ▪▪▪▪▪▪ ▪▪▪▪▪▪▪▪▪ ▪▪▪▪ ▪▪▪▪▪▪ ▪▪▪▪▪▪▪ ▪▪▪▪▪ ▪▪▪▪▪▪▪▪ ▪▪▪▪ ▪▪▪▪▪▪ ▪▪▪▪ ▪▪▪▪▪▪▪▪ ▪▪▪▪▪ ▪▪▪▪▪▪▪ ▪▪▪▪ ▪▪▪▪▪▪ ▪▪▪▪▪▪▪▪▪ ▪▪▪▪ ▪▪▪▪▪▪ ▪▪▪▪▪▪▪ ▪▪▪▪▪ ▪▪▪▪▪▪▪▪ ▪▪▪▪ ▪▪▪▪▪▪ ▪▪▪▪ ▪▪▪▪▪▪▪▪ ▪▪▪▪▪ ▪▪▪▪▪▪▪ ▪▪▪▪ ▪▪▪▪▪▪ ▪▪▪▪▪▪▪▪▪ ▪▪▪▪ ▪▪▪▪▪▪ ▪▪▪▪▪▪▪ ▪▪▪▪▪ ▪▪▪▪▪▪▪▪ ▪▪▪▪ ▪▪▪▪▪▪ ▪▪▪▪ ▪▪▪▪▪▪▪▪ ▪▪▪▪▪ ▪▪▪▪▪▪▪ ▪▪▪▪ ▪▪▪▪▪▪ ▪▪▪▪▪▪▪▪▪ ▪▪▪▪ ▪▪▪▪▪▪ ▪▪▪▪▪▪▪ ▪▪▪▪▪ ▪▪▪▪▪▪▪▪ ▪▪▪▪ ▪▪▪▪▪▪ ▪▪▪▪ ▪▪▪▪▪▪▪▪ ▪▪▪▪▪ ▪▪▪▪▪▪▪ ▪▪▪▪ ▪▪▪▪▪▪ ▪▪▪▪▪▪▪▪▪ ▪▪▪▪ ▪▪▪▪▪▪ ▪▪▪▪▪▪▪ ▪▪▪▪▪ ▪▪▪▪▪▪▪▪ ▪▪▪▪ ▪▪▪▪▪▪ ▪▪▪▪ ▪▪▪▪▪▪▪▪ ▪▪▪▪▪ ▪▪▪▪▪▪▪ ▪▪▪▪ ▪▪▪▪▪▪ ▪▪▪▪▪▪▪▪▪ ▪▪▪▪ ▪▪▪▪▪▪ ▪▪▪▪▪▪▪ ▪▪▪▪▪ ▪▪▪▪▪▪▪▪ ▪▪▪▪ ▪▪▪▪▪▪ ▪▪▪▪ ▪▪▪▪▪▪▪▪ ▪▪▪▪▪ ▪▪▪▪▪▪▪ ▪▪▪▪ ▪▪▪▪▪▪ ▪▪▪▪▪▪▪▪▪ ▪▪▪▪ ▪▪▪▪▪▪ ▪▪▪▪▪▪▪ ▪▪▪▪▪ ▪▪ — [827, 1047, 984, 1153]
notice-heading: 湖南省湘潭高新技术产业开发区人民法院拍卖公告 — [620, 787, 757, 795]
notice-body-text: ▪▪▪▪▪▪ ▪▪▪▪ ▪▪▪▪▪▪▪▪ ▪▪▪▪▪ ▪▪▪▪▪▪▪ ▪▪▪▪ ▪▪▪▪▪▪ ▪▪▪▪▪▪▪▪▪ ▪▪▪▪ ▪▪▪▪▪▪ ▪▪▪▪▪▪▪ ▪▪▪▪▪ ▪▪▪▪▪▪▪▪ ▪▪▪▪ ▪▪▪▪▪▪ ▪▪▪▪ ▪▪▪▪▪▪▪▪ ▪▪▪▪▪ ▪▪▪▪▪▪▪ ▪▪▪▪ ▪▪▪▪▪▪ ▪▪▪▪▪▪▪▪▪ ▪▪▪▪ ▪▪▪▪▪▪ ▪▪▪▪▪▪▪ ▪▪▪▪▪ ▪▪▪▪▪▪▪▪ ▪▪▪▪ ▪▪▪▪▪▪ ▪▪▪▪ ▪▪▪▪▪▪▪▪ ▪▪▪▪▪ ▪▪▪▪▪▪▪ ▪▪▪▪ ▪▪▪▪▪▪ ▪▪▪▪▪▪▪▪▪ ▪▪▪▪ ▪▪▪▪▪▪ ▪▪▪▪▪▪▪ ▪▪▪▪▪ ▪▪▪▪▪▪▪▪ ▪▪▪▪ ▪▪▪▪▪▪ ▪▪▪▪ ▪▪▪▪▪▪▪▪ ▪▪▪▪▪ ▪▪▪▪▪▪▪ ▪▪▪▪ ▪▪▪▪▪▪ ▪▪▪▪▪▪▪▪▪ ▪▪▪▪ ▪▪▪▪▪▪ ▪▪▪▪▪▪▪ ▪▪▪▪▪ ▪▪▪▪▪▪▪▪ ▪▪▪▪ ▪▪▪▪▪▪ ▪▪▪▪ ▪▪▪▪▪▪▪▪ ▪▪▪▪▪ ▪▪▪▪▪▪▪ ▪▪▪▪ ▪▪▪▪▪▪ ▪▪▪▪▪▪▪▪▪ — [320, 963, 478, 1034]
notice-heading: 债权申报公告 — [886, 1416, 925, 1424]
notice-item — [827, 1165, 984, 1289]
notice-heading: 郑州高新技术产业开发区人民法院拍卖公告 — [340, 1039, 458, 1047]
notice-signature: 台州市黄岩区人民法院 — [928, 274, 984, 281]
notice-item — [320, 202, 478, 284]
notice-signature: 2024年11月 — [951, 1153, 984, 1160]
notice-heading: 郑州高新技术产业开发区人民法院拍卖公告 — [100, 1415, 219, 1423]
notice-body-text: ▪▪▪▪▪▪ ▪▪▪▪ ▪▪▪▪▪▪▪▪ ▪▪▪▪▪ ▪▪▪▪▪▪▪ ▪▪▪▪ ▪▪▪▪▪▪ ▪▪▪▪▪▪▪▪▪ ▪▪▪▪ ▪▪▪▪▪▪ ▪▪▪▪▪▪▪ ▪▪▪▪▪ ▪▪▪▪▪▪▪▪ ▪▪▪▪ ▪▪▪▪▪▪ ▪▪▪▪ ▪▪▪▪▪▪▪▪ ▪▪▪▪▪ ▪▪▪▪▪▪▪ ▪▪▪▪ ▪▪▪▪▪▪ ▪▪▪▪▪▪▪▪▪ ▪▪▪▪ ▪▪▪▪▪▪ ▪▪▪▪▪▪▪ ▪▪▪▪▪ ▪▪▪▪▪▪▪▪ ▪▪▪▪ ▪▪▪▪▪▪ ▪▪▪▪ ▪▪▪▪▪▪▪▪ ▪▪▪▪▪ ▪▪▪▪▪▪▪ ▪▪▪▪ ▪▪▪▪▪▪ ▪▪▪▪▪▪▪▪▪ ▪▪▪▪ ▪▪▪▪▪▪ ▪▪▪▪▪▪▪ ▪▪▪▪▪ ▪▪▪▪▪▪▪▪ ▪▪▪▪ ▪▪▪▪▪▪ ▪▪▪▪ ▪▪▪▪▪▪▪▪ ▪▪▪▪▪ ▪▪▪▪▪▪▪ ▪▪▪▪ ▪▪▪▪▪▪ ▪▪▪▪▪▪▪▪▪ ▪▪▪▪ ▪▪▪▪▪▪ ▪▪▪▪▪▪▪ ▪▪▪▪▪ ▪▪▪▪▪▪▪▪ ▪▪▪▪ ▪▪▪▪▪▪ ▪▪▪▪ ▪▪▪▪▪▪▪▪ ▪▪▪▪▪ ▪▪▪▪▪▪▪ ▪▪▪▪ ▪▪▪▪▪▪ ▪▪▪▪▪▪▪▪▪ ▪▪▪▪ ▪▪▪▪▪▪ ▪▪▪▪▪▪▪ ▪▪▪▪▪ ▪▪▪▪▪▪▪▪ ▪▪▪▪ ▪▪▪▪▪▪ ▪▪▪▪ ▪▪▪▪▪▪▪▪ ▪▪▪▪▪ ▪▪▪▪▪▪▪ ▪▪▪▪ ▪▪▪▪▪▪ ▪▪▪▪▪▪▪▪▪ ▪▪▪▪ ▪▪▪▪▪▪ ▪▪▪▪▪▪▪ ▪▪▪▪▪ ▪▪▪▪▪▪▪▪ ▪▪▪▪ ▪▪▪▪▪▪ ▪▪▪▪ ▪▪▪▪▪▪▪▪ ▪▪▪▪▪ ▪▪▪▪▪▪▪ ▪▪▪▪ ▪▪▪▪▪▪ ▪▪▪▪▪▪▪▪▪ ▪▪▪▪ ▪▪▪▪▪▪ ▪▪▪▪▪▪▪ ▪▪▪▪▪ ▪▪▪▪▪▪▪▪ ▪▪▪▪ ▪▪▪▪▪▪ ▪▪▪▪ ▪▪▪▪▪▪▪▪ ▪▪▪▪▪ ▪▪▪▪▪▪▪ ▪▪▪▪ ▪▪▪▪▪▪ ▪▪▪▪▪▪▪▪▪ ▪▪▪▪ ▪▪▪▪▪▪ ▪▪▪▪▪▪▪ — [81, 456, 238, 577]
notice-item — [610, 537, 767, 619]
notice-body-text: ▪▪▪▪▪▪ ▪▪▪▪ ▪▪▪▪▪▪▪▪ ▪▪▪▪▪ ▪▪▪▪▪▪▪ ▪▪▪▪ ▪▪▪▪▪▪ ▪▪▪▪▪▪▪▪▪ ▪▪▪▪ ▪▪▪▪▪▪ ▪▪▪▪▪▪▪ ▪▪▪▪▪ ▪▪▪▪▪▪▪▪ ▪▪▪▪ ▪▪▪▪▪▪ ▪▪▪▪ ▪▪▪▪▪▪▪▪ ▪▪▪▪▪ ▪▪▪▪▪▪▪ ▪▪▪▪ ▪▪▪▪▪▪ ▪▪▪▪▪▪▪▪▪ ▪▪▪▪ ▪▪▪▪▪▪ ▪▪▪▪▪▪▪ ▪▪▪▪▪ ▪▪▪▪▪▪▪▪ ▪▪▪▪ ▪▪▪▪▪▪ ▪▪▪▪ ▪▪▪▪▪▪▪▪ ▪▪▪▪▪ ▪▪▪▪▪▪▪ ▪▪▪▪ ▪▪▪▪▪▪ ▪▪▪▪▪▪▪▪▪ ▪▪▪▪ ▪▪▪▪▪▪ ▪▪▪▪▪▪▪ ▪▪▪▪▪ ▪▪▪▪▪▪▪▪ ▪▪▪▪ ▪▪▪▪▪▪ ▪▪▪▪ ▪▪▪▪▪▪▪▪ ▪▪▪▪▪ ▪▪▪▪▪▪▪ ▪▪▪▪ ▪▪▪▪▪▪ ▪▪▪▪▪▪▪▪▪ ▪▪▪▪ ▪▪▪▪▪▪ ▪▪▪▪▪▪▪ ▪▪▪▪▪ ▪▪▪▪▪▪▪▪ ▪▪▪▪ ▪▪▪▪▪▪ ▪▪▪▪ ▪▪▪▪▪▪▪▪ ▪▪▪▪▪ ▪▪▪▪▪▪▪ ▪▪▪▪ ▪▪▪▪▪▪ ▪▪▪▪▪▪▪▪▪ — [320, 795, 478, 866]
notice-heading: 内蒙古科尔沁左翼中旗人民法院公告 — [110, 863, 209, 871]
notice-item — [320, 285, 478, 367]
notice-heading: 债权申报公告 — [886, 1164, 925, 1172]
notice-item — [827, 1039, 984, 1163]
notice-item — [827, 914, 984, 1038]
notice-signature: 2024年11月 — [951, 1279, 984, 1286]
notice-item — [827, 537, 984, 661]
column-disclaimer: 本版广告内容由刊登人负责，不作为任何合同及承担连带责任的依据。 — [827, 1547, 984, 1562]
notice-body-text: ▪▪▪▪▪▪ ▪▪▪▪ ▪▪▪▪▪▪▪▪ ▪▪▪▪▪ ▪▪▪▪▪▪▪ ▪▪▪▪ ▪▪▪▪▪▪ ▪▪▪▪▪▪▪▪▪ ▪▪▪▪ ▪▪▪▪▪▪ ▪▪▪▪▪▪▪ ▪▪▪▪▪ ▪▪▪▪▪▪▪▪ ▪▪▪▪ ▪▪▪▪▪▪ ▪▪▪▪ ▪▪▪▪▪▪▪▪ ▪▪▪▪▪ ▪▪▪▪▪▪▪ ▪▪▪▪ ▪▪▪▪▪▪ ▪▪▪▪▪▪▪▪▪ ▪▪▪▪ ▪▪▪▪▪▪ ▪▪▪▪▪▪▪ ▪▪▪▪▪ ▪▪▪▪▪▪▪▪ ▪▪▪▪ ▪▪▪▪▪▪ ▪▪▪▪ ▪▪▪▪▪▪▪▪ ▪▪▪▪▪ ▪▪▪▪▪▪▪ ▪▪▪▪ ▪▪▪▪▪▪ ▪▪▪▪▪▪▪▪▪ ▪▪▪▪ ▪▪▪▪▪▪ ▪▪▪▪▪▪▪ ▪▪▪▪▪ ▪▪▪▪▪▪▪▪ ▪▪▪▪ ▪▪▪▪▪▪ ▪▪▪▪ ▪▪▪▪▪▪▪▪ ▪▪▪▪▪ ▪▪▪▪▪▪▪ ▪▪▪▪ ▪▪▪▪▪▪ ▪▪▪▪▪▪▪▪▪ ▪▪▪▪ ▪▪▪▪▪▪ ▪▪▪▪▪▪▪ ▪▪▪▪▪ ▪▪▪▪▪▪▪▪ ▪▪▪▪ ▪▪▪▪▪▪ ▪▪▪▪ ▪▪▪▪▪▪▪▪ ▪▪▪▪▪ ▪▪▪▪▪▪▪ ▪▪▪▪ ▪▪▪▪▪▪ ▪▪▪▪▪▪▪▪▪ ▪▪▪▪ ▪▪▪▪▪▪ ▪▪▪▪▪▪▪ ▪▪▪▪▪ ▪▪▪▪▪▪▪▪ ▪▪▪▪ ▪▪▪▪▪▪ ▪▪▪▪ ▪▪▪▪▪▪▪▪ ▪▪▪▪▪ ▪▪▪▪▪▪▪ ▪▪▪▪ ▪▪▪▪▪▪ ▪▪▪▪▪▪▪▪▪ ▪▪▪▪ ▪▪▪▪▪▪ ▪▪▪▪▪▪▪ ▪▪▪▪▪ ▪▪▪▪▪▪▪▪ ▪▪▪▪ ▪▪▪▪▪▪ ▪▪▪▪ ▪▪▪▪▪▪▪▪ ▪▪▪▪▪ ▪▪▪▪▪▪▪ ▪▪▪▪ ▪▪▪▪▪▪ ▪▪▪▪▪▪▪▪▪ ▪▪▪▪ ▪▪▪▪▪▪ ▪▪▪▪▪▪▪ ▪▪▪▪▪ ▪▪ — [827, 921, 984, 1027]
notice-body-text: ▪▪▪▪▪▪ ▪▪▪▪ ▪▪▪▪▪▪▪▪ ▪▪▪▪▪ ▪▪▪▪▪▪▪ ▪▪▪▪ ▪▪▪▪▪▪ ▪▪▪▪▪▪▪▪▪ ▪▪▪▪ ▪▪▪▪▪▪ ▪▪▪▪▪▪▪ ▪▪▪▪▪ ▪▪▪▪▪▪▪▪ ▪▪▪▪ ▪▪▪▪▪▪ ▪▪▪▪ ▪▪▪▪▪▪▪▪ ▪▪▪▪▪ ▪▪▪▪▪▪▪ ▪▪▪▪ ▪▪▪▪▪▪ ▪▪▪▪▪▪▪▪▪ ▪▪▪▪ ▪▪▪▪▪▪ ▪▪▪▪▪▪▪ ▪▪▪▪▪ ▪▪▪▪▪▪▪▪ ▪▪▪▪ ▪▪▪▪▪▪ ▪▪▪▪ ▪▪▪▪▪▪▪▪ ▪▪▪▪▪ ▪▪▪▪▪▪▪ ▪▪▪▪ ▪▪▪▪▪▪ ▪▪▪▪▪▪▪▪▪ ▪▪▪▪ ▪▪▪▪▪▪ ▪▪▪▪▪▪▪ ▪▪▪▪▪ ▪▪▪▪▪▪▪▪ ▪▪▪▪ ▪▪▪▪▪▪ ▪▪▪▪ ▪▪▪▪▪▪▪▪ ▪▪▪▪▪ ▪▪▪▪▪▪▪ ▪▪▪▪ ▪▪▪▪▪▪ ▪▪▪▪▪▪▪▪▪ ▪▪▪▪ ▪▪▪▪▪▪ ▪▪▪▪▪▪▪ ▪▪▪▪▪ ▪▪▪▪▪▪▪▪ ▪▪▪▪ ▪▪▪▪▪▪ ▪▪▪▪ ▪▪▪▪▪▪▪▪ ▪▪▪▪▪ ▪▪▪▪▪▪▪ ▪▪▪▪ ▪▪▪▪▪▪ ▪▪▪▪▪▪▪▪▪ ▪▪▪▪ ▪▪▪▪▪▪ ▪▪▪▪▪▪▪ ▪▪▪▪▪ ▪▪▪▪▪▪▪▪ ▪▪▪▪ ▪▪▪▪▪▪ ▪▪▪▪ ▪▪▪▪▪▪▪▪ ▪▪▪▪▪ ▪▪▪▪▪▪▪ ▪▪▪▪ ▪▪▪▪▪▪ ▪▪▪▪▪▪▪▪▪ ▪▪▪▪ ▪▪▪▪▪▪ ▪▪▪▪▪▪▪ ▪▪▪▪▪ ▪▪▪▪▪▪▪▪ ▪▪▪▪ ▪▪▪▪▪▪ ▪▪▪▪ ▪▪▪▪▪▪▪▪ ▪▪▪▪▪ ▪▪▪▪▪▪▪ ▪▪▪▪ ▪▪▪▪▪▪ ▪▪▪▪▪▪▪▪▪ ▪▪▪▪ ▪▪▪▪▪▪ ▪▪▪▪▪▪▪ ▪▪▪▪▪ ▪▪ — [827, 42, 984, 148]
notice-signature: 安徽省阜阳市人民法院 — [182, 439, 238, 446]
notice-item — [320, 1123, 478, 1205]
notice-body-text: ▪▪▪▪▪▪ ▪▪▪▪ ▪▪▪▪▪▪▪▪ ▪▪▪▪▪ ▪▪▪▪▪▪▪ ▪▪▪▪ ▪▪▪▪▪▪ ▪▪▪▪▪▪▪▪▪ ▪▪▪▪ ▪▪▪▪▪▪ ▪▪▪▪▪▪▪ ▪▪▪▪▪ ▪▪▪▪▪▪▪▪ ▪▪▪▪ ▪▪▪▪▪▪ ▪▪▪▪ ▪▪▪▪▪▪▪▪ ▪▪▪▪▪ ▪▪▪▪▪▪▪ ▪▪▪▪ ▪▪▪▪▪▪ ▪▪▪▪▪▪▪▪▪ ▪▪▪▪ ▪▪▪▪▪▪ ▪▪▪▪▪▪▪ ▪▪▪▪▪ ▪▪▪▪▪▪▪▪ ▪▪▪▪ ▪▪▪▪▪▪ ▪▪▪▪ ▪▪▪▪▪▪▪▪ ▪▪▪▪▪ ▪▪▪▪▪▪▪ ▪▪▪▪ ▪▪▪▪▪▪ ▪▪▪▪▪▪▪▪▪ ▪▪▪▪ ▪▪▪▪▪▪ ▪▪▪▪▪▪▪ ▪▪▪▪▪ ▪▪▪▪▪▪▪▪ ▪▪▪▪ ▪▪▪▪▪▪ ▪▪▪▪ ▪▪▪▪▪▪▪▪ ▪▪▪▪▪ ▪▪▪▪▪▪▪ ▪▪▪▪ ▪▪▪▪▪▪ ▪▪▪▪▪▪▪▪▪ ▪▪▪▪ ▪▪▪▪▪▪ ▪▪▪▪▪▪▪ ▪▪▪▪▪ ▪▪▪▪▪▪▪▪ ▪▪▪▪ ▪▪▪▪▪▪ ▪▪▪▪ ▪▪▪▪▪▪▪▪ ▪▪▪▪▪ ▪▪▪▪▪▪▪ ▪▪▪▪ ▪▪▪▪▪▪ ▪▪▪▪▪▪▪▪▪ — [610, 712, 767, 782]
notice-body-text: ▪▪▪▪▪▪ ▪▪▪▪ ▪▪▪▪▪▪▪▪ ▪▪▪▪▪ ▪▪▪▪▪▪▪ ▪▪▪▪ ▪▪▪▪▪▪ ▪▪▪▪▪▪▪▪▪ ▪▪▪▪ ▪▪▪▪▪▪ ▪▪▪▪▪▪▪ ▪▪▪▪▪ ▪▪▪▪▪▪▪▪ ▪▪▪▪ ▪▪▪▪▪▪ ▪▪▪▪ ▪▪▪▪▪▪▪▪ ▪▪▪▪▪ ▪▪▪▪▪▪▪ ▪▪▪▪ ▪▪▪▪▪▪ ▪▪▪▪▪▪▪▪▪ ▪▪▪▪ ▪▪▪▪▪▪ ▪▪▪▪▪▪▪ ▪▪▪▪▪ ▪▪▪▪▪▪▪▪ ▪▪▪▪ ▪▪▪▪▪▪ ▪▪▪▪ ▪▪▪▪▪▪▪▪ ▪▪▪▪▪ ▪▪▪▪▪▪▪ ▪▪▪▪ ▪▪▪▪▪▪ ▪▪▪▪▪▪▪▪▪ ▪▪▪▪ ▪▪▪▪▪▪ ▪▪▪▪▪▪▪ ▪▪▪▪▪ ▪▪▪▪▪▪▪▪ ▪▪▪▪ ▪▪▪▪▪▪ ▪▪▪▪ ▪▪▪▪▪▪▪▪ ▪▪▪▪▪ ▪▪▪▪▪▪▪ ▪▪▪▪ ▪▪▪▪▪▪ ▪▪▪▪▪▪▪▪▪ ▪▪▪▪ ▪▪▪▪▪▪ ▪▪▪▪▪▪▪ ▪▪▪▪▪ ▪▪▪▪▪▪▪▪ ▪▪▪▪ ▪▪▪▪▪▪ ▪▪▪▪ ▪▪▪▪▪▪▪▪ ▪▪▪▪▪ ▪▪▪▪▪▪▪ ▪▪▪▪ ▪▪▪▪▪▪ ▪▪▪▪▪▪▪▪▪ ▪▪▪▪ ▪▪▪▪▪▪ ▪▪▪▪▪▪▪ ▪▪▪▪▪ ▪▪▪▪▪▪▪▪ ▪▪▪▪ ▪▪▪▪▪▪ ▪▪▪▪ ▪▪▪▪▪▪▪▪ ▪▪▪▪▪ ▪▪▪▪▪▪▪ ▪▪▪▪ ▪▪▪▪▪▪ ▪▪▪▪▪▪▪▪▪ ▪▪▪▪ ▪▪▪▪▪▪ ▪▪▪▪▪▪▪ ▪▪▪▪▪ ▪▪▪▪▪▪▪▪ ▪▪▪▪ ▪▪▪▪▪▪ ▪▪▪▪ ▪▪▪▪▪▪▪▪ ▪▪▪▪▪ ▪▪▪▪▪▪▪ ▪▪▪▪ ▪▪▪▪▪▪ ▪▪▪▪▪▪▪▪▪ ▪▪▪▪ ▪▪▪▪▪▪ ▪▪▪▪▪▪▪ ▪▪▪▪▪ ▪▪ — [827, 167, 984, 273]
notice-body-text: ▪▪▪▪▪▪ ▪▪▪▪ ▪▪▪▪▪▪▪▪ ▪▪▪▪▪ ▪▪▪▪▪▪▪ ▪▪▪▪ ▪▪▪▪▪▪ ▪▪▪▪▪▪▪▪▪ ▪▪▪▪ ▪▪▪▪▪▪ ▪▪▪▪▪▪▪ ▪▪▪▪▪ ▪▪▪▪▪▪▪▪ ▪▪▪▪ ▪▪▪▪▪▪ ▪▪▪▪ ▪▪▪▪▪▪▪▪ ▪▪▪▪▪ ▪▪▪▪▪▪▪ ▪▪▪▪ ▪▪▪▪▪▪ ▪▪▪▪▪▪▪▪▪ ▪▪▪▪ ▪▪▪▪▪▪ ▪▪▪▪▪▪▪ ▪▪▪▪▪ ▪▪▪▪▪▪▪▪ ▪▪▪▪ ▪▪▪▪▪▪ ▪▪▪▪ ▪▪▪▪▪▪▪▪ ▪▪▪▪▪ ▪▪▪▪▪▪▪ ▪▪▪▪ ▪▪▪▪▪▪ ▪▪▪▪▪▪▪▪▪ ▪▪▪▪ ▪▪▪▪▪▪ ▪▪▪▪▪▪▪ ▪▪▪▪▪ ▪▪▪▪▪▪▪▪ ▪▪▪▪ ▪▪▪▪▪▪ ▪▪▪▪ ▪▪▪▪▪▪▪▪ ▪▪▪▪▪ ▪▪▪▪▪▪▪ ▪▪▪▪ ▪▪▪▪▪▪ ▪▪▪▪▪▪▪▪▪ ▪▪▪▪ ▪▪▪▪▪▪ ▪▪▪▪▪▪▪ ▪▪▪▪▪ ▪▪▪▪▪▪▪▪ ▪▪▪▪ ▪▪▪▪▪▪ ▪▪▪▪ ▪▪▪▪▪▪▪▪ ▪▪▪▪▪ ▪▪▪▪▪▪▪ ▪▪▪▪ ▪▪▪▪▪▪ ▪▪▪▪▪▪▪▪▪ — [320, 544, 478, 615]
column-body — [824, 32, 987, 1544]
notice-item — [827, 160, 984, 284]
notice-heading: 湖南省湘潭高新技术产业开发区人民法院拍卖公告 — [620, 1122, 757, 1130]
notice-heading: 郑州高新技术产业开发区人民法院拍卖公告 — [340, 1206, 458, 1214]
notice-item — [610, 202, 767, 284]
notice-body-text: ▪▪▪▪▪▪ ▪▪▪▪ ▪▪▪▪▪▪▪▪ ▪▪▪▪▪ ▪▪▪▪▪▪▪ ▪▪▪▪ ▪▪▪▪▪▪ ▪▪▪▪▪▪▪▪▪ ▪▪▪▪ ▪▪▪▪▪▪ ▪▪▪▪▪▪▪ ▪▪▪▪▪ ▪▪▪▪▪▪▪▪ ▪▪▪▪ ▪▪▪▪▪▪ ▪▪▪▪ ▪▪▪▪▪▪▪▪ ▪▪▪▪▪ ▪▪▪▪▪▪▪ ▪▪▪▪ ▪▪▪▪▪▪ ▪▪▪▪▪▪▪▪▪ ▪▪▪▪ ▪▪▪▪▪▪ ▪▪▪▪▪▪▪ ▪▪▪▪▪ ▪▪▪▪▪▪▪▪ ▪▪▪▪ ▪▪▪▪▪▪ ▪▪▪▪ ▪▪▪▪▪▪▪▪ ▪▪▪▪▪ ▪▪▪▪▪▪▪ ▪▪▪▪ ▪▪▪▪▪▪ ▪▪▪▪▪▪▪▪▪ ▪▪▪▪ ▪▪▪▪▪▪ ▪▪▪▪▪▪▪ ▪▪▪▪▪ ▪▪▪▪▪▪▪▪ ▪▪▪▪ ▪▪▪▪▪▪ ▪▪▪▪ ▪▪▪▪▪▪▪▪ ▪▪▪▪▪ ▪▪▪▪▪▪▪ ▪▪▪▪ ▪▪▪▪▪▪ ▪▪▪▪▪▪▪▪▪ ▪▪▪▪ ▪▪▪▪▪▪ ▪▪▪▪▪▪▪ ▪▪▪▪▪ ▪▪▪▪▪▪▪▪ ▪▪▪▪ ▪▪▪▪▪▪ ▪▪▪▪ ▪▪▪▪▪▪▪▪ ▪▪▪▪▪ ▪▪▪▪▪▪▪ ▪▪▪▪ ▪▪▪▪▪▪ ▪▪▪▪▪▪▪▪▪ — [610, 1047, 767, 1118]
notice-signature: 内蒙古科尔沁左翼中旗人民法院 — [159, 853, 238, 860]
notice-item — [320, 369, 478, 451]
notice-item — [610, 704, 767, 786]
notice-heading: 郑州高新技术产业开发区人民法院拍卖公告 — [340, 285, 458, 293]
notice-signature: 内蒙古科尔沁左翼中旗人民法院 — [159, 715, 238, 722]
notice-heading: 注销公告 — [893, 1039, 918, 1047]
notice-body-text: ▪▪▪▪▪▪ ▪▪▪▪ ▪▪▪▪▪▪▪▪ ▪▪▪▪▪ ▪▪▪▪▪▪▪ ▪▪▪▪ ▪▪▪▪▪▪ ▪▪▪▪▪▪▪▪▪ ▪▪▪▪ ▪▪▪▪▪▪ ▪▪▪▪▪▪▪ ▪▪▪▪▪ ▪▪▪▪▪▪▪▪ ▪▪▪▪ ▪▪▪▪▪▪ ▪▪▪▪ ▪▪▪▪▪▪▪▪ ▪▪▪▪▪ ▪▪▪▪▪▪▪ ▪▪▪▪ ▪▪▪▪▪▪ ▪▪▪▪▪▪▪▪▪ ▪▪▪▪ ▪▪▪▪▪▪ ▪▪▪▪▪▪▪ ▪▪▪▪▪ ▪▪▪▪▪▪▪▪ ▪▪▪▪ ▪▪▪▪▪▪ ▪▪▪▪ ▪▪▪▪▪▪▪▪ ▪▪▪▪▪ ▪▪▪▪▪▪▪ ▪▪▪▪ ▪▪▪▪▪▪ ▪▪▪▪▪▪▪▪▪ ▪▪▪▪ ▪▪▪▪▪▪ ▪▪▪▪▪▪▪ ▪▪▪▪▪ ▪▪▪▪▪▪▪▪ ▪▪▪▪ ▪▪▪▪▪▪ ▪▪▪▪ ▪▪▪▪▪▪▪▪ ▪▪▪▪▪ ▪▪▪▪▪▪▪ ▪▪▪▪ ▪▪▪▪▪▪ ▪▪▪▪▪▪▪▪▪ ▪▪▪▪ ▪▪▪▪▪▪ ▪▪▪▪▪▪▪ ▪▪▪▪▪ ▪▪▪▪▪▪▪▪ ▪▪▪▪ ▪▪▪▪▪▪ ▪▪▪▪ ▪▪▪▪▪▪▪▪ ▪▪▪▪▪ ▪▪▪▪▪▪▪ ▪▪▪▪ ▪▪▪▪▪▪ ▪▪▪▪▪▪▪▪▪ ▪▪▪▪ ▪▪▪▪▪▪ ▪▪▪▪▪▪▪ ▪▪▪▪▪ ▪▪▪▪▪▪▪▪ ▪▪▪▪ ▪▪▪▪▪▪ ▪▪▪▪ ▪▪▪▪▪▪▪▪ ▪▪▪▪▪ ▪▪▪▪▪▪▪ ▪▪▪▪ ▪▪▪▪▪▪ ▪▪▪▪▪▪▪▪▪ ▪▪▪▪ ▪▪▪▪▪▪ ▪▪▪▪▪▪▪ ▪▪▪▪▪ ▪▪▪▪▪▪▪▪ ▪▪▪▪ ▪▪▪▪▪▪ ▪▪▪▪ ▪▪▪▪▪▪▪▪ ▪▪▪▪▪ ▪▪▪▪▪▪▪ ▪▪▪▪ ▪▪▪▪▪▪ ▪▪▪▪▪▪▪▪▪ ▪▪▪▪ ▪▪▪▪▪▪ ▪▪▪▪▪▪▪ ▪▪▪▪▪ ▪▪ — [827, 418, 984, 525]
notice-item — [610, 34, 767, 116]
notice-body-text: ▪▪▪▪▪▪ ▪▪▪▪ ▪▪▪▪▪▪▪▪ ▪▪▪▪▪ ▪▪▪▪▪▪▪ ▪▪▪▪ ▪▪▪▪▪▪ ▪▪▪▪▪▪▪▪▪ ▪▪▪▪ ▪▪▪▪▪▪ ▪▪▪▪▪▪▪ ▪▪▪▪▪ ▪▪▪▪▪▪▪▪ ▪▪▪▪ ▪▪▪▪▪▪ ▪▪▪▪ ▪▪▪▪▪▪▪▪ ▪▪▪▪▪ ▪▪▪▪▪▪▪ ▪▪▪▪ ▪▪▪▪▪▪ ▪▪▪▪▪▪▪▪▪ ▪▪▪▪ ▪▪▪▪▪▪ ▪▪▪▪▪▪▪ ▪▪▪▪▪ ▪▪▪▪▪▪▪▪ ▪▪▪▪ ▪▪▪▪▪▪ ▪▪▪▪ ▪▪▪▪▪▪▪▪ ▪▪▪▪▪ ▪▪▪▪▪▪▪ ▪▪▪▪ ▪▪▪▪▪▪ ▪▪▪▪▪▪▪▪▪ ▪▪▪▪ ▪▪▪▪▪▪ ▪▪▪▪▪▪▪ ▪▪▪▪▪ ▪▪▪▪▪▪▪▪ ▪▪▪▪ ▪▪▪▪▪▪ ▪▪▪▪ ▪▪▪▪▪▪▪▪ ▪▪▪▪▪ ▪▪▪▪▪▪▪ ▪▪▪▪ ▪▪▪▪▪▪ ▪▪▪▪▪▪▪▪▪ ▪▪▪▪ ▪▪▪▪▪▪ ▪▪▪▪▪▪▪ ▪▪▪▪▪ ▪▪▪▪▪▪▪▪ ▪▪▪▪ ▪▪▪▪▪▪ ▪▪▪▪ ▪▪▪▪▪▪▪▪ ▪▪▪▪▪ ▪▪▪▪▪▪▪ ▪▪▪▪ ▪▪▪▪▪▪ ▪▪▪▪▪▪▪▪▪ ▪▪▪▪ ▪▪▪▪▪▪ ▪▪▪▪▪▪▪ ▪▪▪▪▪ ▪▪▪▪▪▪▪▪ ▪▪▪▪ ▪▪▪▪▪▪ ▪▪▪▪ ▪▪▪▪▪▪▪▪ ▪▪▪▪▪ ▪▪▪▪▪▪▪ ▪▪▪▪ ▪▪▪▪▪▪ ▪▪▪▪▪▪▪▪▪ ▪▪▪▪ ▪▪▪▪▪▪ ▪▪▪▪▪▪▪ ▪▪▪▪▪ ▪▪▪▪▪▪▪▪ ▪▪▪▪ ▪▪▪▪▪▪ ▪▪▪▪ ▪▪▪▪▪▪▪▪ ▪▪▪▪▪ ▪▪▪▪▪▪▪ ▪▪▪▪ ▪▪▪▪▪▪ ▪▪▪▪▪▪▪▪▪ ▪▪▪▪ ▪▪▪▪▪▪ ▪▪▪▪▪▪▪ ▪▪▪▪▪ ▪▪ — [827, 670, 984, 776]
notice-body-text: ▪▪▪▪▪▪ ▪▪▪▪ ▪▪▪▪▪▪▪▪ ▪▪▪▪▪ ▪▪▪▪▪▪▪ ▪▪▪▪ ▪▪▪▪▪▪ ▪▪▪▪▪▪▪▪▪ ▪▪▪▪ ▪▪▪▪▪▪ ▪▪▪▪▪▪▪ ▪▪▪▪▪ ▪▪▪▪▪▪▪▪ ▪▪▪▪ ▪▪▪▪▪▪ ▪▪▪▪ ▪▪▪▪▪▪▪▪ ▪▪▪▪▪ ▪▪▪▪▪▪▪ ▪▪▪▪ ▪▪▪▪▪▪ ▪▪▪▪▪▪▪▪▪ ▪▪▪▪ ▪▪▪▪▪▪ ▪▪▪▪▪▪▪ ▪▪▪▪▪ ▪▪▪▪▪▪▪▪ ▪▪▪▪ ▪▪▪▪▪▪ ▪▪▪▪ ▪▪▪▪▪▪▪▪ ▪▪▪▪▪ ▪▪▪▪▪▪▪ ▪▪▪▪ ▪▪▪▪▪▪ ▪▪▪▪▪▪▪▪▪ ▪▪▪▪ ▪▪▪▪▪▪ ▪▪▪▪▪▪▪ ▪▪▪▪▪ ▪▪▪▪▪▪▪▪ ▪▪▪▪ ▪▪▪▪▪▪ ▪▪▪▪ ▪▪▪▪▪▪▪▪ ▪▪▪▪▪ ▪▪▪▪▪▪▪ ▪▪▪▪ ▪▪▪▪▪▪ ▪▪▪▪▪▪▪▪▪ ▪▪▪▪ ▪▪▪▪▪▪ ▪▪▪▪▪▪▪ ▪▪▪▪▪ ▪▪▪▪▪▪▪▪ ▪▪▪▪ ▪▪▪▪▪▪ ▪▪▪▪ ▪▪▪▪▪▪▪▪ ▪▪▪▪▪ ▪▪▪▪▪▪▪ ▪▪▪▪ ▪▪▪▪▪▪ ▪▪▪▪▪▪▪▪▪ — [610, 293, 767, 364]
notice-body-text: ▪▪▪▪▪▪ ▪▪▪▪ ▪▪▪▪▪▪▪▪ ▪▪▪▪▪ ▪▪▪▪▪▪▪ ▪▪▪▪ ▪▪▪▪▪▪ ▪▪▪▪▪▪▪▪▪ ▪▪▪▪ ▪▪▪▪▪▪ ▪▪▪▪▪▪▪ ▪▪▪▪▪ ▪▪▪▪▪▪▪▪ ▪▪▪▪ ▪▪▪▪▪▪ ▪▪▪▪ ▪▪▪▪▪▪▪▪ ▪▪▪▪▪ ▪▪▪▪▪▪▪ ▪▪▪▪ ▪▪▪▪▪▪ ▪▪▪▪▪▪▪▪▪ ▪▪▪▪ ▪▪▪▪▪▪ ▪▪▪▪▪▪▪ ▪▪▪▪▪ ▪▪▪▪▪▪▪▪ ▪▪▪▪ ▪▪▪▪▪▪ ▪▪▪▪ ▪▪▪▪▪▪▪▪ ▪▪▪▪▪ ▪▪▪▪▪▪▪ ▪▪▪▪ ▪▪▪▪▪▪ ▪▪▪▪▪▪▪▪▪ ▪▪▪▪ ▪▪▪▪▪▪ ▪▪▪▪▪▪▪ ▪▪▪▪▪ ▪▪▪▪▪▪▪▪ ▪▪▪▪ ▪▪▪▪▪▪ ▪▪▪▪ ▪▪▪▪▪▪▪▪ ▪▪▪▪▪ ▪▪▪▪▪▪▪ ▪▪▪▪ ▪▪▪▪▪▪ ▪▪▪▪▪▪▪▪▪ ▪▪▪▪ ▪▪▪▪▪▪ ▪▪▪▪▪▪▪ ▪▪▪▪▪ ▪▪▪▪▪▪▪▪ ▪▪▪▪ ▪▪▪▪▪▪ ▪▪▪▪ ▪▪▪▪▪▪▪▪ ▪▪▪▪▪ ▪▪▪▪▪▪▪ ▪▪▪▪ ▪▪▪▪▪▪ ▪▪▪▪▪▪▪▪▪ — [320, 1382, 478, 1453]
notice-body-text: ▪▪▪▪▪▪ ▪▪▪▪ ▪▪▪▪▪▪▪▪ ▪▪▪▪▪ ▪▪▪▪▪▪▪ ▪▪▪▪ ▪▪▪▪▪▪ ▪▪▪▪▪▪▪▪▪ ▪▪▪▪ ▪▪▪▪▪▪ ▪▪▪▪▪▪▪ ▪▪▪▪▪ ▪▪▪▪▪▪▪▪ ▪▪▪▪ ▪▪▪▪▪▪ ▪▪▪▪ ▪▪▪▪▪▪▪▪ ▪▪▪▪▪ ▪▪▪▪▪▪▪ ▪▪▪▪ ▪▪▪▪▪▪ ▪▪▪▪▪▪▪▪▪ ▪▪▪▪ ▪▪▪▪▪▪ ▪▪▪▪▪▪▪ ▪▪▪▪▪ ▪▪▪▪▪▪▪▪ ▪▪▪▪ ▪▪▪▪▪▪ ▪▪▪▪ ▪▪▪▪▪▪▪▪ ▪▪▪▪▪ ▪▪▪▪▪▪▪ ▪▪▪▪ ▪▪▪▪▪▪ ▪▪▪▪▪▪▪▪▪ ▪▪▪▪ ▪▪▪▪▪▪ ▪▪▪▪▪▪▪ ▪▪▪▪▪ ▪▪▪▪▪▪▪▪ ▪▪▪▪ ▪▪▪▪▪▪ ▪▪▪▪ ▪▪▪▪▪▪▪▪ ▪▪▪▪▪ ▪▪▪▪▪▪▪ ▪▪▪▪ ▪▪▪▪▪▪ ▪▪▪▪▪▪▪▪▪ ▪▪▪▪ ▪▪▪▪▪▪ ▪▪▪▪▪▪▪ ▪▪▪▪▪ ▪▪▪▪▪▪▪▪ ▪▪▪▪ ▪▪▪▪▪▪ ▪▪▪▪ ▪▪▪▪▪▪▪▪ ▪▪▪▪▪ ▪▪▪▪▪▪▪ ▪▪▪▪ ▪▪▪▪▪▪ ▪▪▪▪▪▪▪▪▪ — [320, 460, 478, 531]
notice-signature: 安徽省阜阳市人民法院 — [182, 300, 238, 307]
notice-heading: 郑州高新技术产业开发区人民法院拍卖公告 — [340, 117, 458, 125]
notice-body-text: ▪▪▪▪▪▪ ▪▪▪▪ ▪▪▪▪▪▪▪▪ ▪▪▪▪▪ ▪▪▪▪▪▪▪ ▪▪▪▪ ▪▪▪▪▪▪ ▪▪▪▪▪▪▪▪▪ ▪▪▪▪ ▪▪▪▪▪▪ ▪▪▪▪▪▪▪ ▪▪▪▪▪ ▪▪▪▪▪▪▪▪ ▪▪▪▪ ▪▪▪▪▪▪ ▪▪▪▪ ▪▪▪▪▪▪▪▪ ▪▪▪▪▪ ▪▪▪▪▪▪▪ ▪▪▪▪ ▪▪▪▪▪▪ ▪▪▪▪▪▪▪▪▪ ▪▪▪▪ ▪▪▪▪▪▪ ▪▪▪▪▪▪▪ ▪▪▪▪▪ ▪▪▪▪▪▪▪▪ ▪▪▪▪ ▪▪▪▪▪▪ ▪▪▪▪ ▪▪▪▪▪▪▪▪ ▪▪▪▪▪ ▪▪▪▪▪▪▪ ▪▪▪▪ ▪▪▪▪▪▪ ▪▪▪▪▪▪▪▪▪ ▪▪▪▪ ▪▪▪▪▪▪ ▪▪▪▪▪▪▪ ▪▪▪▪▪ ▪▪▪▪▪▪▪▪ ▪▪▪▪ ▪▪▪▪▪▪ ▪▪▪▪ ▪▪▪▪▪▪▪▪ ▪▪▪▪▪ ▪▪▪▪▪▪▪ ▪▪▪▪ ▪▪▪▪▪▪ ▪▪▪▪▪▪▪▪▪ ▪▪▪▪ ▪▪▪▪▪▪ ▪▪▪▪▪▪▪ ▪▪▪▪▪ ▪▪▪▪▪▪▪▪ ▪▪▪▪ ▪▪▪▪▪▪ ▪▪▪▪ ▪▪▪▪▪▪▪▪ ▪▪▪▪▪ ▪▪▪▪▪▪▪ ▪▪▪▪ ▪▪▪▪▪▪ ▪▪▪▪▪▪▪▪▪ ▪▪▪▪ ▪▪▪▪▪▪ ▪▪▪▪▪▪▪ ▪▪▪▪▪ ▪▪▪▪▪▪▪▪ ▪▪▪▪ ▪▪▪▪▪▪ ▪▪▪▪ ▪▪▪▪▪▪▪▪ ▪▪▪▪▪ ▪▪▪▪▪▪▪ ▪▪▪▪ ▪▪▪▪▪▪ ▪▪▪▪▪▪▪▪▪ ▪▪▪▪ ▪▪▪▪▪▪ ▪▪▪▪▪▪▪ ▪▪▪▪▪ ▪▪▪▪▪▪▪▪ ▪▪▪▪ ▪▪▪▪▪▪ ▪▪▪▪ ▪▪▪▪▪▪▪▪ ▪▪▪▪▪ ▪▪▪▪▪▪▪ ▪▪▪▪ ▪▪▪▪▪▪ ▪▪▪▪▪▪▪▪▪ ▪▪▪▪ ▪▪▪▪▪▪ ▪▪▪▪▪▪▪ ▪▪▪▪▪ ▪▪▪▪▪▪▪▪ ▪▪▪▪ ▪▪▪▪▪▪ ▪▪▪▪ ▪▪▪▪▪▪▪▪ ▪▪▪▪▪ ▪▪▪▪▪▪▪ ▪▪▪▪ ▪▪▪▪▪▪ ▪▪▪▪▪▪▪▪▪ ▪▪▪▪ ▪▪▪▪▪▪ ▪▪▪▪▪▪▪ ▪▪▪▪▪ ▪▪▪▪▪▪▪▪ ▪▪▪▪ ▪▪▪▪▪▪ ▪▪▪▪ ▪▪▪▪▪▪▪▪ ▪▪▪ — [81, 1285, 238, 1413]
notice-item — [610, 788, 767, 870]
notice-item — [610, 1374, 767, 1456]
notice-heading: 郑州高新技术产业开发区人民法院拍卖公告 — [340, 369, 458, 377]
notice-item — [320, 704, 478, 786]
notice-body-text: ▪▪▪▪▪▪ ▪▪▪▪ ▪▪▪▪▪▪▪▪ ▪▪▪▪▪ ▪▪▪▪▪▪▪ ▪▪▪▪ ▪▪▪▪▪▪ ▪▪▪▪▪▪▪▪▪ ▪▪▪▪ ▪▪▪▪▪▪ ▪▪▪▪▪▪▪ ▪▪▪▪▪ ▪▪▪▪▪▪▪▪ ▪▪▪▪ ▪▪▪▪▪▪ ▪▪▪▪ ▪▪▪▪▪▪▪▪ ▪▪▪▪▪ ▪▪▪▪▪▪▪ ▪▪▪▪ ▪▪▪▪▪▪ ▪▪▪▪▪▪▪▪▪ ▪▪▪▪ ▪▪▪▪▪▪ ▪▪▪▪▪▪▪ ▪▪▪▪▪ ▪▪▪▪▪▪▪▪ ▪▪▪▪ ▪▪▪▪▪▪ ▪▪▪▪ ▪▪▪▪▪▪▪▪ ▪▪▪▪▪ ▪▪▪▪▪▪▪ ▪▪▪▪ ▪▪▪▪▪▪ ▪▪▪▪▪▪▪▪▪ ▪▪▪▪ ▪▪▪▪▪▪ ▪▪▪▪▪▪▪ ▪▪▪▪▪ ▪▪▪▪▪▪▪▪ ▪▪▪▪ ▪▪▪▪▪▪ ▪▪▪▪ ▪▪▪▪▪▪▪▪ ▪▪▪▪▪ ▪▪▪▪▪▪▪ ▪▪▪▪ ▪▪▪▪▪▪ ▪▪▪▪▪▪▪▪▪ ▪▪▪▪ ▪▪▪▪▪▪ ▪▪▪▪▪▪▪ ▪▪▪▪▪ ▪▪▪▪▪▪▪▪ ▪▪▪▪ ▪▪▪▪▪▪ ▪▪▪▪ ▪▪▪▪▪▪▪▪ ▪▪▪▪▪ ▪▪▪▪▪▪▪ ▪▪▪▪ ▪▪▪▪▪▪ ▪▪▪▪▪▪▪▪▪ — [320, 1130, 478, 1201]
notice-item — [610, 620, 767, 702]
notice-heading: 湖南省湘潭高新技术产业开发区人民法院拍卖公告 — [620, 955, 757, 963]
notice-body-text: ▪▪▪▪▪▪ ▪▪▪▪ ▪▪▪▪▪▪▪▪ ▪▪▪▪▪ ▪▪▪▪▪▪▪ ▪▪▪▪ ▪▪▪▪▪▪ ▪▪▪▪▪▪▪▪▪ ▪▪▪▪ ▪▪▪▪▪▪ ▪▪▪▪▪▪▪ ▪▪▪▪▪ ▪▪▪▪▪▪▪▪ ▪▪▪▪ ▪▪▪▪▪▪ ▪▪▪▪ ▪▪▪▪▪▪▪▪ ▪▪▪▪▪ ▪▪▪▪▪▪▪ ▪▪▪▪ ▪▪▪▪▪▪ ▪▪▪▪▪▪▪▪▪ ▪▪▪▪ ▪▪▪▪▪▪ ▪▪▪▪▪▪▪ ▪▪▪▪▪ ▪▪▪▪▪▪▪▪ ▪▪▪▪ ▪▪▪▪▪▪ ▪▪▪▪ ▪▪▪▪▪▪▪▪ ▪▪▪▪▪ ▪▪▪▪▪▪▪ ▪▪▪▪ ▪▪▪▪▪▪ ▪▪▪▪▪▪▪▪▪ ▪▪▪▪ ▪▪▪▪▪▪ ▪▪▪▪▪▪▪ ▪▪▪▪▪ ▪▪▪▪▪▪▪▪ ▪▪▪▪ ▪▪▪▪▪▪ ▪▪▪▪ ▪▪▪▪▪▪▪▪ ▪▪▪▪▪ ▪▪▪▪▪▪▪ ▪▪▪▪ ▪▪▪▪▪▪ ▪▪▪▪▪▪▪▪▪ ▪▪▪▪ ▪▪▪▪▪▪ ▪▪▪▪▪▪▪ ▪▪▪▪▪ ▪▪▪▪▪▪▪▪ ▪▪▪▪ ▪▪▪▪▪▪ ▪▪▪▪ ▪▪▪▪▪▪▪▪ ▪▪▪▪▪ ▪▪▪▪▪▪▪ ▪▪▪▪ ▪▪▪▪▪▪ ▪▪▪▪▪▪▪▪▪ ▪▪▪▪ ▪▪▪▪▪▪ ▪▪▪▪▪▪▪ ▪▪▪▪▪ ▪▪▪▪▪▪▪▪ ▪▪▪▪ ▪▪▪▪▪▪ ▪▪▪▪ ▪▪▪▪▪▪▪▪ ▪▪▪▪▪ ▪▪▪▪▪▪▪ ▪▪▪▪ ▪▪▪▪▪▪ ▪▪▪▪▪▪▪▪▪ ▪▪▪▪ ▪▪▪▪▪▪ ▪▪▪▪▪▪▪ ▪▪▪▪▪ ▪▪▪▪▪▪▪▪ ▪▪▪▪ ▪▪▪▪▪▪ ▪▪▪▪ ▪▪▪▪▪▪▪▪ ▪▪▪▪▪ ▪▪▪▪▪▪▪ ▪▪▪▪ ▪▪▪▪▪▪ ▪▪▪▪▪▪▪▪▪ ▪▪▪▪ ▪▪▪▪▪▪ ▪▪▪▪▪▪▪ ▪▪▪▪▪ ▪▪▪▪▪▪▪▪ ▪▪▪▪ ▪▪▪▪▪▪ ▪▪▪▪ ▪▪▪▪▪▪▪▪ ▪▪▪▪▪ ▪▪▪▪▪▪▪ ▪▪▪▪ ▪▪▪▪▪▪ ▪▪▪▪▪▪▪▪▪ ▪▪▪▪ ▪▪▪▪▪▪ ▪▪▪▪▪▪▪ — [81, 318, 238, 438]
notice-heading: 湖南省湘潭高新技术产业开发区人民法院拍卖公告 — [620, 1374, 757, 1382]
column-disclaimer: 本版公告内容由刊登人负责，对任何因发布公告内容产生的后果本报不承担任何责任。 — [320, 1547, 477, 1562]
notice-body-text: ▪▪▪▪▪▪ ▪▪▪▪ ▪▪▪▪▪▪▪▪ ▪▪▪▪▪ ▪▪▪▪▪▪▪ ▪▪▪▪ ▪▪▪▪▪▪ ▪▪▪▪▪▪▪▪▪ ▪▪▪▪ ▪▪▪▪▪▪ ▪▪▪▪▪▪▪ ▪▪▪▪▪ ▪▪▪▪▪▪▪▪ ▪▪▪▪ ▪▪▪▪▪▪ ▪▪▪▪ ▪▪▪▪▪▪▪▪ ▪▪▪▪▪ ▪▪▪▪▪▪▪ ▪▪▪▪ ▪▪▪▪▪▪ ▪▪▪▪▪▪▪▪▪ ▪▪▪▪ ▪▪▪▪▪▪ ▪▪▪▪▪▪▪ ▪▪▪▪▪ ▪▪▪▪▪▪▪▪ ▪▪▪▪ ▪▪▪▪▪▪ ▪▪▪▪ ▪▪▪▪▪▪▪▪ ▪▪▪▪▪ ▪▪▪▪▪▪▪ ▪▪▪▪ ▪▪▪▪▪▪ ▪▪▪▪▪▪▪▪▪ ▪▪▪▪ ▪▪▪▪▪▪ ▪▪▪▪▪▪▪ ▪▪▪▪▪ ▪▪▪▪▪▪▪▪ ▪▪▪▪ ▪▪▪▪▪▪ ▪▪▪▪ ▪▪▪▪▪▪▪▪ ▪▪▪▪▪ ▪▪▪▪▪▪▪ ▪▪▪▪ ▪▪▪▪▪▪ ▪▪▪▪▪▪▪▪▪ ▪▪▪▪ ▪▪▪▪▪▪ ▪▪▪▪▪▪▪ ▪▪▪▪▪ ▪▪▪▪▪▪▪▪ ▪▪▪▪ ▪▪▪▪▪▪ ▪▪▪▪ ▪▪▪▪▪▪▪▪ ▪▪▪▪▪ ▪▪▪▪▪▪▪ ▪▪▪▪ ▪▪▪▪▪▪ ▪▪▪▪▪▪▪▪▪ — [610, 963, 767, 1034]
notice-body-text: ▪▪▪▪▪▪ ▪▪▪▪ ▪▪▪▪▪▪▪▪ ▪▪▪▪▪ ▪▪▪▪▪▪▪ ▪▪▪▪ ▪▪▪▪▪▪ ▪▪▪▪▪▪▪▪▪ ▪▪▪▪ ▪▪▪▪▪▪ ▪▪▪▪▪▪▪ ▪▪▪▪▪ ▪▪▪▪▪▪▪▪ ▪▪▪▪ ▪▪▪▪▪▪ ▪▪▪▪ ▪▪▪▪▪▪▪▪ ▪▪▪▪▪ ▪▪▪▪▪▪▪ ▪▪▪▪ ▪▪▪▪▪▪ ▪▪▪▪▪▪▪▪▪ ▪▪▪▪ ▪▪▪▪▪▪ ▪▪▪▪▪▪▪ ▪▪▪▪▪ ▪▪▪▪▪▪▪▪ ▪▪▪▪ ▪▪▪▪▪▪ ▪▪▪▪ ▪▪▪▪▪▪▪▪ ▪▪▪▪▪ ▪▪▪▪▪▪▪ ▪▪▪▪ ▪▪▪▪▪▪ ▪▪▪▪▪▪▪▪▪ ▪▪▪▪ ▪▪▪▪▪▪ ▪▪▪▪▪▪▪ ▪▪▪▪▪ ▪▪▪▪▪▪▪▪ ▪▪▪▪ ▪▪▪▪▪▪ ▪▪▪▪ ▪▪▪▪▪▪▪▪ ▪▪▪▪▪ ▪▪▪▪▪▪▪ ▪▪▪▪ ▪▪▪▪▪▪ ▪▪▪▪▪▪▪▪▪ ▪▪▪▪ ▪▪▪▪▪▪ ▪▪▪▪▪▪▪ ▪▪▪▪▪ ▪▪▪▪▪▪▪▪ ▪▪▪▪ ▪▪▪▪▪▪ ▪▪▪▪ ▪▪▪▪▪▪▪▪ ▪▪▪▪▪ ▪▪▪▪▪▪▪ ▪▪▪▪ ▪▪▪▪▪▪ ▪▪▪▪▪▪▪▪▪ — [610, 209, 767, 280]
notice-column — [606, 10, 771, 1566]
notice-heading: 关于北京市律师协会公告 — [871, 787, 940, 795]
notice-body-text: ▪▪▪▪▪▪ ▪▪▪▪ ▪▪▪▪▪▪▪▪ ▪▪▪▪▪ ▪▪▪▪▪▪▪ ▪▪▪▪ ▪▪▪▪▪▪ ▪▪▪▪▪▪▪▪▪ ▪▪▪▪ ▪▪▪▪▪▪ ▪▪▪▪▪▪▪ ▪▪▪▪▪ ▪▪▪▪▪▪▪▪ ▪▪▪▪ ▪▪▪▪▪▪ ▪▪▪▪ ▪▪▪▪▪▪▪▪ ▪▪▪▪▪ ▪▪▪▪▪▪▪ ▪▪▪▪ ▪▪▪▪▪▪ ▪▪▪▪▪▪▪▪▪ ▪▪▪▪ ▪▪▪▪▪▪ ▪▪▪▪▪▪▪ ▪▪▪▪▪ ▪▪▪▪▪▪▪▪ ▪▪▪▪ ▪▪▪▪▪▪ ▪▪▪▪ ▪▪▪▪▪▪▪▪ ▪▪▪▪▪ ▪▪▪▪▪▪▪ ▪▪▪▪ ▪▪▪▪▪▪ ▪▪▪▪▪▪▪▪▪ ▪▪▪▪ ▪▪▪▪▪▪ ▪▪▪▪▪▪▪ ▪▪▪▪▪ ▪▪▪▪▪▪▪▪ ▪▪▪▪ ▪▪▪▪▪▪ ▪▪▪▪ ▪▪▪▪▪▪▪▪ ▪▪▪▪▪ ▪▪▪▪▪▪▪ ▪▪▪▪ ▪▪▪▪▪▪ ▪▪▪▪▪▪▪▪▪ ▪▪▪▪ ▪▪▪▪▪▪ ▪▪▪▪▪▪▪ ▪▪▪▪▪ ▪▪▪▪▪▪▪▪ ▪▪▪▪ ▪▪▪▪▪▪ ▪▪▪▪ ▪▪▪▪▪▪▪▪ ▪▪▪▪▪ ▪▪▪▪▪▪▪ ▪▪▪▪ ▪▪▪▪▪▪ ▪▪▪▪▪▪▪▪▪ ▪▪▪▪ ▪▪▪▪▪▪ ▪▪▪▪▪▪▪ ▪▪▪▪▪ ▪▪▪▪▪▪▪▪ ▪▪▪▪ ▪▪▪▪▪▪ ▪▪▪▪ ▪▪▪▪▪▪▪▪ ▪▪▪▪▪ ▪▪▪▪▪▪▪ ▪▪▪▪ ▪▪▪▪▪▪ ▪▪▪▪▪▪▪▪▪ ▪▪▪▪ ▪▪▪▪▪▪ ▪▪▪▪▪▪▪ ▪▪▪▪▪ ▪▪▪▪▪▪▪▪ ▪▪▪▪ ▪▪▪▪▪▪ ▪▪▪▪ ▪▪▪▪▪▪▪▪ ▪▪▪▪▪ ▪▪▪▪▪▪▪ ▪▪▪▪ ▪▪▪▪▪▪ ▪▪▪▪▪▪▪▪▪ ▪▪▪▪ ▪▪▪▪▪▪ ▪▪▪▪▪▪▪ ▪▪▪▪▪ ▪▪ — [827, 544, 984, 650]
notice-heading: 湖南省湘潭高新技术产业开发区人民法院拍卖公告 — [620, 1039, 757, 1047]
notice-body-text: ▪▪▪▪▪▪ ▪▪▪▪ ▪▪▪▪▪▪▪▪ ▪▪▪▪▪ ▪▪▪▪▪▪▪ ▪▪▪▪ ▪▪▪▪▪▪ ▪▪▪▪▪▪▪▪▪ ▪▪▪▪ ▪▪▪▪▪▪ ▪▪▪▪▪▪▪ ▪▪▪▪▪ ▪▪▪▪▪▪▪▪ ▪▪▪▪ ▪▪▪▪▪▪ ▪▪▪▪ ▪▪▪▪▪▪▪▪ ▪▪▪▪▪ ▪▪▪▪▪▪▪ ▪▪▪▪ ▪▪▪▪▪▪ ▪▪▪▪▪▪▪▪▪ ▪▪▪▪ ▪▪▪▪▪▪ ▪▪▪▪▪▪▪ ▪▪▪▪▪ ▪▪▪▪▪▪▪▪ ▪▪▪▪ ▪▪▪▪▪▪ ▪▪▪▪ ▪▪▪▪▪▪▪▪ ▪▪▪▪▪ ▪▪▪▪▪▪▪ ▪▪▪▪ ▪▪▪▪▪▪ ▪▪▪▪▪▪▪▪▪ ▪▪▪▪ ▪▪▪▪▪▪ ▪▪▪▪▪▪▪ ▪▪▪▪▪ ▪▪▪▪▪▪▪▪ ▪▪▪▪ ▪▪▪▪▪▪ ▪▪▪▪ ▪▪▪▪▪▪▪▪ ▪▪▪▪▪ ▪▪▪▪▪▪▪ ▪▪▪▪ ▪▪▪▪▪▪ ▪▪▪▪▪▪▪▪▪ ▪▪▪▪ ▪▪▪▪▪▪ ▪▪▪▪▪▪▪ ▪▪▪▪▪ ▪▪▪▪▪▪▪▪ ▪▪▪▪ ▪▪▪▪▪▪ ▪▪▪▪ ▪▪▪▪▪▪▪▪ ▪▪▪▪▪ ▪▪▪▪▪▪▪ ▪▪▪▪ ▪▪▪▪▪▪ ▪▪▪▪▪▪▪▪▪ — [610, 628, 767, 699]
notice-body-text: ▪▪▪▪▪▪ ▪▪▪▪ ▪▪▪▪▪▪▪▪ ▪▪▪▪▪ ▪▪▪▪▪▪▪ ▪▪▪▪ ▪▪▪▪▪▪ ▪▪▪▪▪▪▪▪▪ ▪▪▪▪ ▪▪▪▪▪▪ ▪▪▪▪▪▪▪ ▪▪▪▪▪ ▪▪▪▪▪▪▪▪ ▪▪▪▪ ▪▪▪▪▪▪ ▪▪▪▪ ▪▪▪▪▪▪▪▪ ▪▪▪▪▪ ▪▪▪▪▪▪▪ ▪▪▪▪ ▪▪▪▪▪▪ ▪▪▪▪▪▪▪▪▪ ▪▪▪▪ ▪▪▪▪▪▪ ▪▪▪▪▪▪▪ ▪▪▪▪▪ ▪▪▪▪▪▪▪▪ ▪▪▪▪ ▪▪▪▪▪▪ ▪▪▪▪ ▪▪▪▪▪▪▪▪ ▪▪▪▪▪ ▪▪▪▪▪▪▪ ▪▪▪▪ ▪▪▪▪▪▪ ▪▪▪▪▪▪▪▪▪ ▪▪▪▪ ▪▪▪▪▪▪ ▪▪▪▪▪▪▪ ▪▪▪▪▪ ▪▪▪▪▪▪▪▪ ▪▪▪▪ ▪▪▪▪▪▪ ▪▪▪▪ ▪▪▪▪▪▪▪▪ ▪▪▪▪▪ ▪▪▪▪▪▪▪ ▪▪▪▪ ▪▪▪▪▪▪ ▪▪▪▪▪▪▪▪▪ ▪▪▪▪ ▪▪▪▪▪▪ ▪▪▪▪▪▪▪ ▪▪▪▪▪ ▪▪▪▪▪▪▪▪ ▪▪▪▪ ▪▪▪▪▪▪ ▪▪▪▪ ▪▪▪▪▪▪▪▪ ▪▪▪▪▪ ▪▪▪▪▪▪▪ ▪▪▪▪ ▪▪▪▪▪▪ ▪▪▪▪▪▪▪▪▪ — [320, 712, 478, 782]
notice-body-text: ▪▪▪▪▪▪ ▪▪▪▪ ▪▪▪▪▪▪▪▪ ▪▪▪▪▪ ▪▪▪▪▪▪▪ ▪▪▪▪ ▪▪▪▪▪▪ ▪▪▪▪▪▪▪▪▪ ▪▪▪▪ ▪▪▪▪▪▪ ▪▪▪▪▪▪▪ ▪▪▪▪▪ ▪▪▪▪▪▪▪▪ ▪▪▪▪ ▪▪▪▪▪▪ ▪▪▪▪ ▪▪▪▪▪▪▪▪ ▪▪▪▪▪ ▪▪▪▪▪▪▪ ▪▪▪▪ ▪▪▪▪▪▪ ▪▪▪▪▪▪▪▪▪ ▪▪▪▪ ▪▪▪▪▪▪ ▪▪▪▪▪▪▪ ▪▪▪▪▪ ▪▪▪▪▪▪▪▪ ▪▪▪▪ ▪▪▪▪▪▪ ▪▪▪▪ ▪▪▪▪▪▪▪▪ ▪▪▪▪▪ ▪▪▪▪▪▪▪ ▪▪▪▪ ▪▪▪▪▪▪ ▪▪▪▪▪▪▪▪▪ ▪▪▪▪ ▪▪▪▪▪▪ ▪▪▪▪▪▪▪ ▪▪▪▪▪ ▪▪▪▪▪▪▪▪ ▪▪▪▪ ▪▪▪▪▪▪ ▪▪▪▪ ▪▪▪▪▪▪▪▪ ▪▪▪▪▪ ▪▪▪▪▪▪▪ ▪▪▪▪ ▪▪▪▪▪▪ ▪▪▪▪▪▪▪▪▪ ▪▪▪▪ ▪▪▪▪▪▪ ▪▪▪▪▪▪▪ ▪▪▪▪▪ ▪▪▪▪▪▪▪▪ ▪▪▪▪ ▪▪▪▪▪▪ ▪▪▪▪ ▪▪▪▪▪▪▪▪ ▪▪▪▪▪ ▪▪▪▪▪▪▪ ▪▪▪▪ ▪▪▪▪▪▪ ▪▪▪▪▪▪▪▪▪ — [320, 377, 478, 447]
notice-heading: 湖南省湘潭高新技术产业开发区人民法院拍卖公告 — [620, 1290, 757, 1298]
notice-item — [827, 285, 984, 409]
notice-signature: 内蒙古科尔沁左翼中旗人民法院 — [159, 991, 238, 998]
notice-body-text: ▪▪▪▪▪▪ ▪▪▪▪ ▪▪▪▪▪▪▪▪ ▪▪▪▪▪ ▪▪▪▪▪▪▪ ▪▪▪▪ ▪▪▪▪▪▪ ▪▪▪▪▪▪▪▪▪ ▪▪▪▪ ▪▪▪▪▪▪ ▪▪▪▪▪▪▪ ▪▪▪▪▪ ▪▪▪▪▪▪▪▪ ▪▪▪▪ ▪▪▪▪▪▪ ▪▪▪▪ ▪▪▪▪▪▪▪▪ ▪▪▪▪▪ ▪▪▪▪▪▪▪ ▪▪▪▪ ▪▪▪▪▪▪ ▪▪▪▪▪▪▪▪▪ ▪▪▪▪ ▪▪▪▪▪▪ ▪▪▪▪▪▪▪ ▪▪▪▪▪ ▪▪▪▪▪▪▪▪ ▪▪▪▪ ▪▪▪▪▪▪ ▪▪▪▪ ▪▪▪▪▪▪▪▪ ▪▪▪▪▪ ▪▪▪▪▪▪▪ ▪▪▪▪ ▪▪▪▪▪▪ ▪▪▪▪▪▪▪▪▪ ▪▪▪▪ ▪▪▪▪▪▪ ▪▪▪▪▪▪▪ ▪▪▪▪▪ ▪▪▪▪▪▪▪▪ ▪▪▪▪ ▪▪▪▪▪▪ ▪▪▪▪ ▪▪▪▪▪▪▪▪ ▪▪▪▪▪ ▪▪▪▪▪▪▪ ▪▪▪▪ ▪▪▪▪▪▪ ▪▪▪▪▪▪▪▪▪ ▪▪▪▪ ▪▪▪▪▪▪ ▪▪▪▪▪▪▪ ▪▪▪▪▪ ▪▪▪▪▪▪▪▪ ▪▪▪▪ ▪▪▪▪▪▪ ▪▪▪▪ ▪▪▪▪▪▪▪▪ ▪▪▪▪▪ ▪▪▪▪▪▪▪ ▪▪▪▪ ▪▪▪▪▪▪ ▪▪▪▪▪▪▪▪▪ — [320, 1298, 478, 1369]
notice-signature: 2024年11月 — [951, 1530, 984, 1537]
notice-item — [827, 34, 984, 158]
notice-heading: 郑州高新技术产业开发区人民法院拍卖公告 — [340, 871, 458, 879]
notice-item — [320, 1458, 478, 1540]
